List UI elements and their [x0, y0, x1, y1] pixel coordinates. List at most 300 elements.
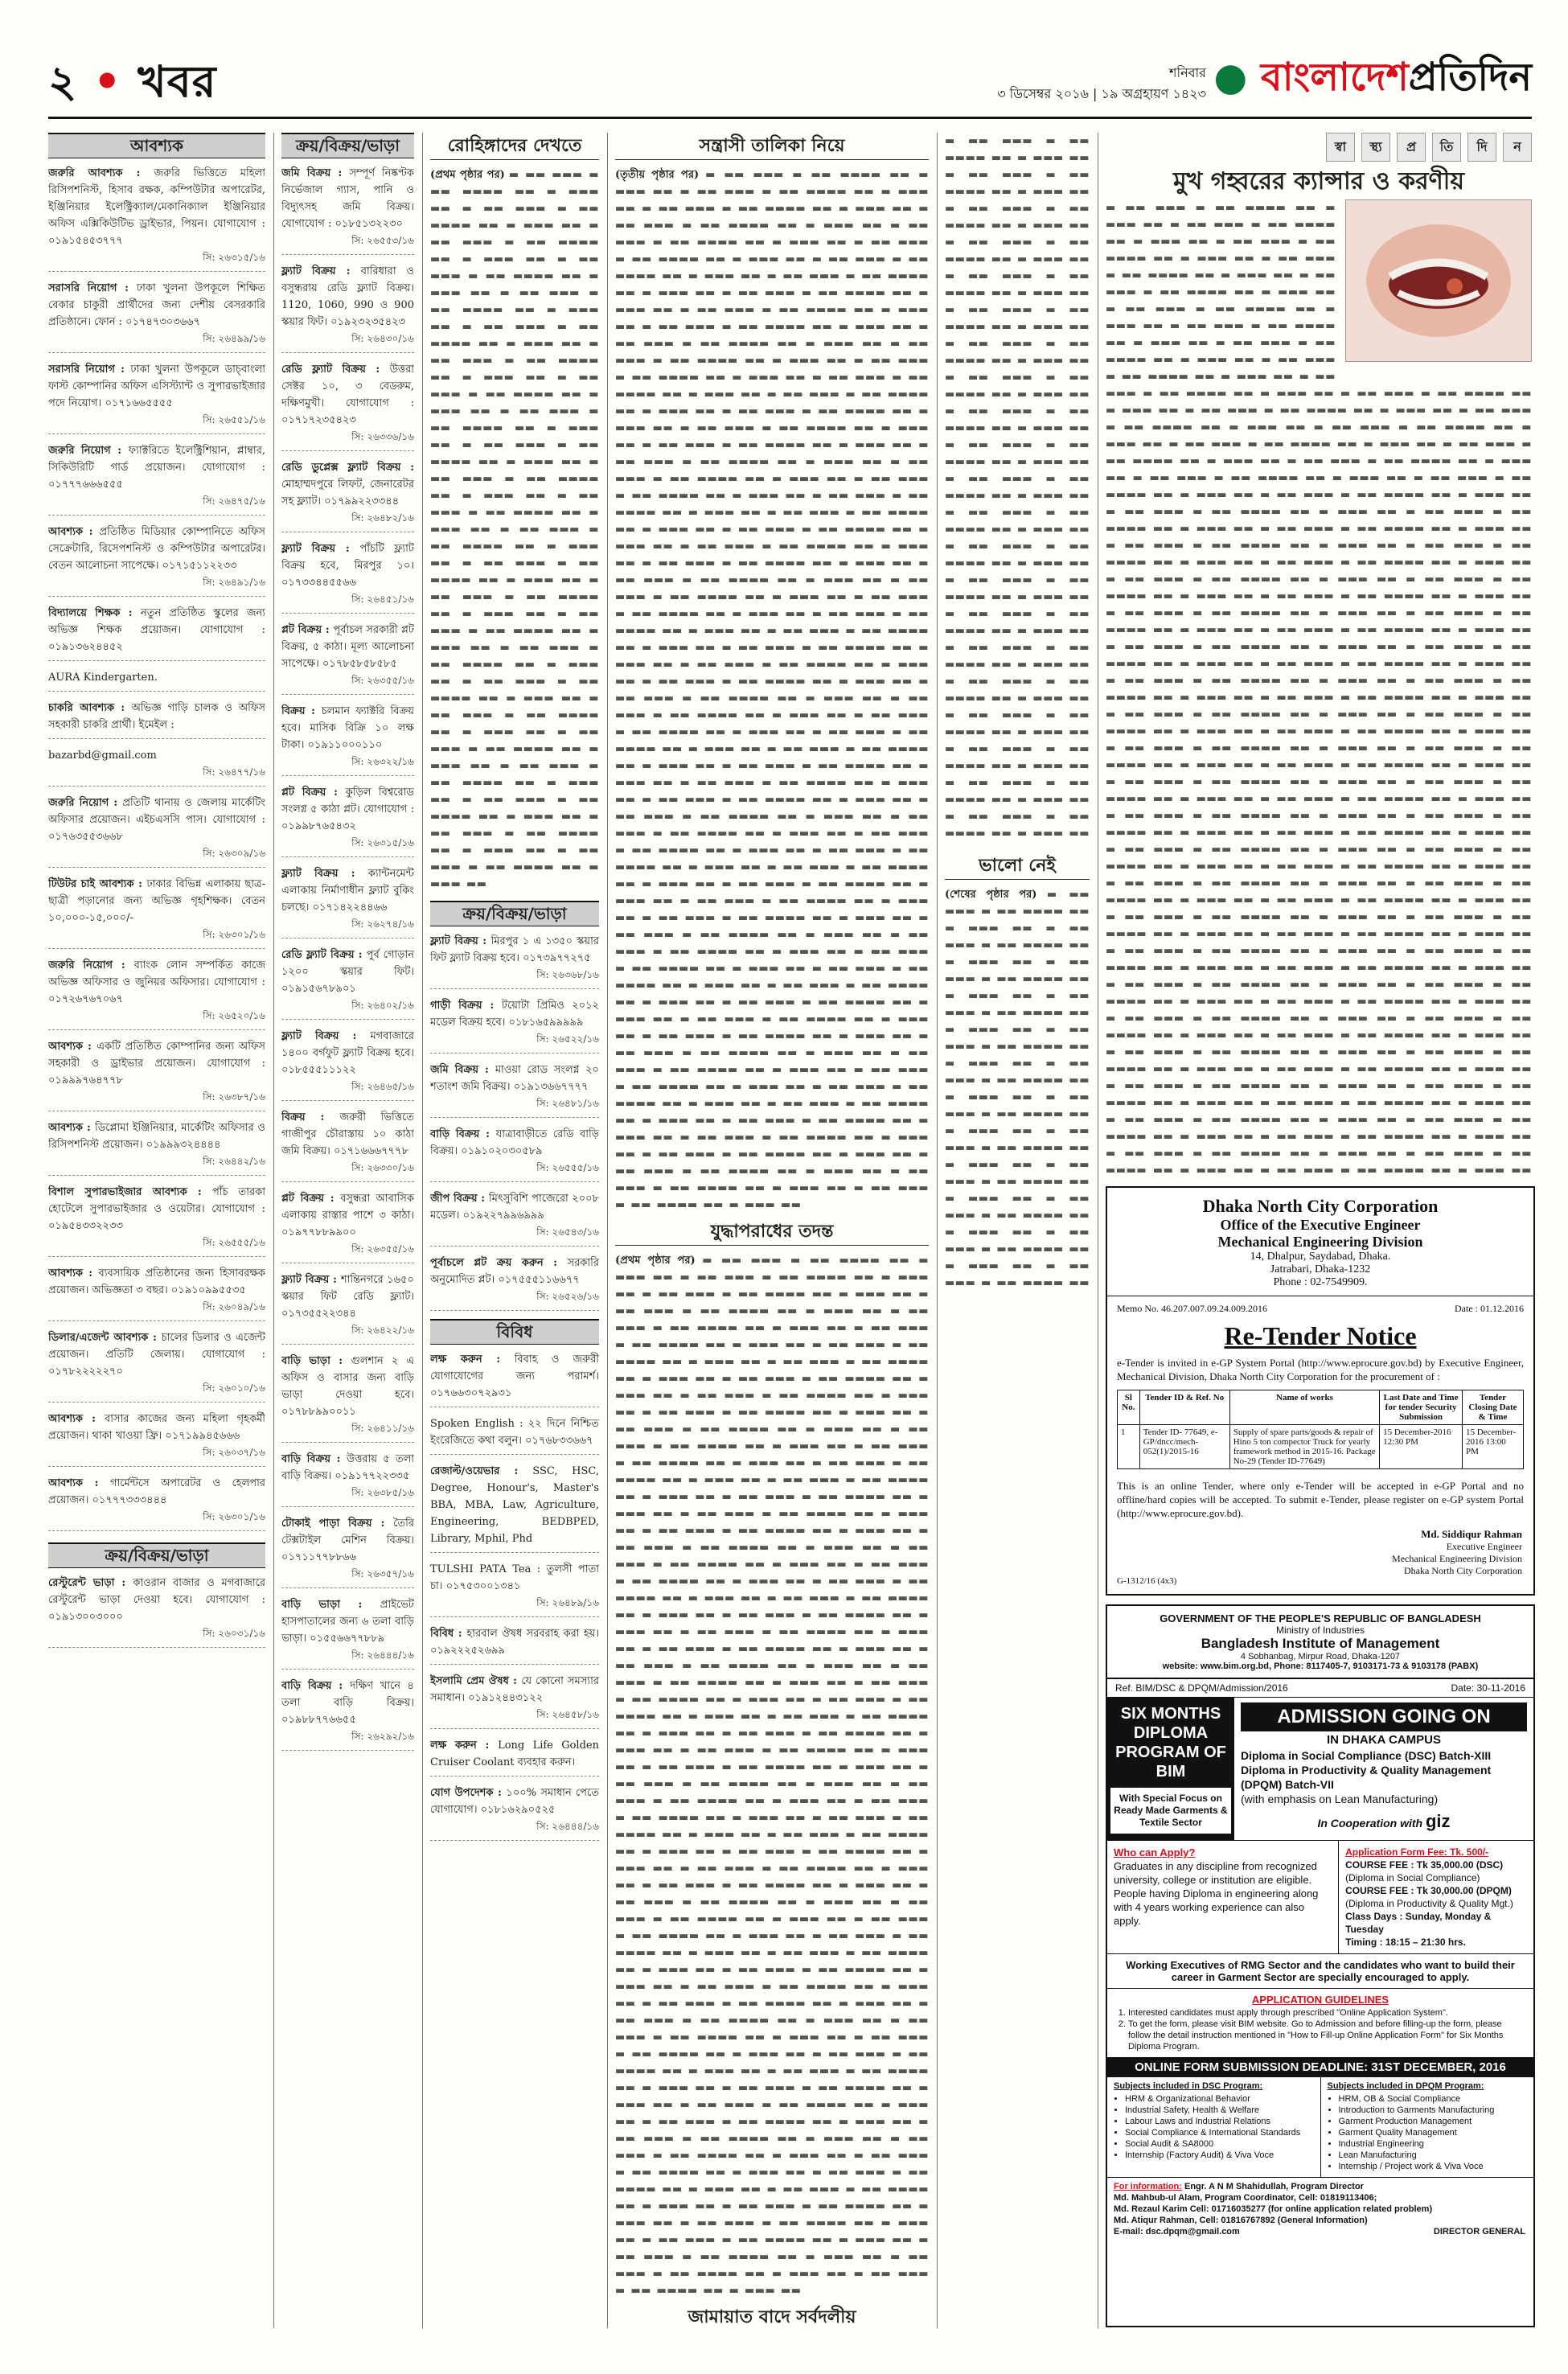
- ad-text: চালের ডিলার ও এজেন্ট প্রয়োজন। প্রতিটি জেলায়। যোগাযোগ : ০১৭৮২২২২২৭০: [48, 1332, 265, 1378]
- classified-ad: [48, 957, 265, 1030]
- classified-column-property: [281, 133, 414, 2328]
- table-header: Sl No.: [1118, 1390, 1140, 1425]
- column-rule: [422, 133, 423, 2328]
- ad-text: টয়োটা প্রিমিও ২০১২ মডেল বিক্রয় হবে। ০১৮১৬৫৯৯৯৯৯: [430, 1000, 599, 1029]
- ad-code: সি: ২৬৩৬৮/১৬: [536, 969, 599, 980]
- classified-ad: [281, 1515, 414, 1588]
- ad-keyword: ফ্ল্যাট বিক্রয় :: [430, 935, 491, 947]
- ad-keyword: প্লট বিক্রয় :: [281, 624, 334, 636]
- ad-keyword: লক্ষ করুন :: [430, 1739, 499, 1752]
- ad-code: সি: ২৬৪৩০/১৬: [351, 333, 414, 344]
- ad-code: সি: ২৬৪৫৮/১৬: [536, 1709, 599, 1720]
- ad-code: সি: ২৬৩০১/১৬: [203, 929, 265, 940]
- ad-text: পাঁচটি ফ্ল্যাট বিক্রয় হবে, মিরপুর ১০। ০১৭৩৩৪৪৫৫৬৬: [281, 543, 414, 589]
- classified-ad: [48, 876, 265, 949]
- ad-code: সি: ২৬৩০১/১৬: [203, 1511, 265, 1522]
- ad-keyword: লক্ষ করুন :: [430, 1353, 515, 1366]
- ad-keyword: ফ্ল্যাট বিক্রয় :: [281, 265, 361, 277]
- classified-ad: [48, 361, 265, 434]
- table-cell: Tender ID- 77649, e-GP/dncc/mech-052(1)/2015-16: [1139, 1425, 1229, 1469]
- ad-keyword: যোগ উপদেশক :: [430, 1787, 507, 1799]
- ad-keyword: টোকাই পাড়া বিক্রয় :: [281, 1518, 394, 1530]
- ad-code: সি: ২৬৪৮১/১৬: [536, 1098, 599, 1109]
- ad-text: একটি প্রতিষ্ঠিত কোম্পানির জন্য অফিস সহকারী ও ড্রাইভার প্রয়োজন। যোগাযোগ : ০১৯৯৯৭৬৪৭৭৮: [48, 1041, 265, 1086]
- ad-keyword: বাড়ি ভাড়া :: [281, 1599, 380, 1611]
- classified-ad: [281, 947, 414, 1020]
- ad-code: সি: ২৬৫৫৩/১৬: [351, 235, 414, 246]
- ad-keyword: বাড়ি বিক্রয় :: [281, 1453, 347, 1465]
- ad-text: ১০০% সমাধান পেতে যোগাযোগ। ০১৮১৬২৯০৫২৫: [430, 1787, 599, 1816]
- classified-ad: [281, 1678, 414, 1751]
- ad-text: ক্যান্টনমেন্ট এলাকায় নির্মাণাধীন ফ্ল্যাট বুকিং চলছে। ০১৭১৪২২৪৪৬৬: [281, 868, 414, 914]
- ad-text: AURA Kindergarten.: [48, 672, 158, 684]
- table-header: Tender Closing Date & Time: [1462, 1390, 1523, 1425]
- ad-code: সি: ২৬৪৯১/১৬: [203, 577, 265, 588]
- ad-text: প্রতিষ্ঠিত মিডিয়ার কোম্পানিতে অফিস সেক্রেটারি, রিসেপশনিস্ট ও কম্পিউটার অপারেটর। বেতন আলোচনা সাপেক্ষে। ০১৭১৫১১২২৩৩: [48, 526, 265, 572]
- classified-ad: [430, 1561, 599, 1617]
- memo-row: Memo No. 46.207.007.09.24.009.2016 Date : 01.12.2016: [1117, 1303, 1524, 1314]
- dncc-header: Dhaka North City Corporation Office of the Executive Engineer Mechanical Engineering Division 14, Dhalpur, Saydabad, Dhaka. Jatrabari, Dhaka-1232 Phone : 02-7549909.: [1107, 1188, 1533, 1296]
- health-tab: তি: [1432, 133, 1461, 162]
- ad-text: উত্তরা সেক্টর ১০, ৩ বেডরুম, দক্ষিণমুখী। যোগাযোগ : ০১৭১৭২৩৫৪২৩: [281, 363, 414, 426]
- giz-logo-icon: giz: [1425, 1811, 1451, 1831]
- classified-ad: [430, 1062, 599, 1118]
- ad-keyword: রেডি ডুপ্লেক্স ফ্ল্যাট বিক্রয় :: [281, 462, 414, 474]
- admission-banner: ADMISSION GOING ON: [1241, 1702, 1527, 1731]
- ad-text: গুলশান ২ এ অফিস ও বাসার জন্য বাড়ি ভাড়া দেওয়া হবে। ০১৭৮৮৯৯০০১১: [281, 1355, 414, 1418]
- classified-ad: [430, 1190, 599, 1247]
- table-header: Tender ID & Ref. No: [1139, 1390, 1229, 1425]
- ad-text: TULSHI PATA Tea : তুলসী পাতা চা। ০১৭৫৩০০১৩৪১: [430, 1563, 599, 1592]
- body-text-placeholder: ▬ ▬▬ ▬▬▬ ▬ ▬▬ ▬▬▬▬ ▬▬ ▬ ▬▬▬ ▬▬ ▬ ▬▬ ▬▬▬ ▬ ▬▬ ▬▬▬▬ ▬▬ ▬ ▬▬▬ ▬▬ ▬ ▬▬ ▬▬▬ ▬ ▬▬ ▬▬▬▬ ▬▬ ▬ ▬▬▬ ▬▬ ▬ ▬▬ ▬▬▬ ▬ ▬▬ ▬▬▬▬ ▬▬ ▬ ▬▬▬ ▬▬ ▬ ▬▬ ▬▬▬ ▬ ▬▬ ▬▬▬▬ ▬▬ ▬ ▬▬▬ ▬▬ ▬ ▬▬ ▬▬▬ ▬ ▬▬ ▬▬▬▬ ▬▬ ▬ ▬▬▬ ▬▬ ▬ ▬▬ ▬▬▬ ▬ ▬▬ ▬▬▬▬ ▬▬ ▬ ▬▬▬ ▬▬ ▬ ▬▬ ▬▬▬ ▬ ▬▬ ▬▬▬▬ ▬▬ ▬ ▬▬▬ ▬▬ ▬ ▬▬ ▬▬▬ ▬ ▬▬ ▬▬▬▬ ▬▬ ▬ ▬▬▬ ▬▬ ▬ ▬▬ ▬▬▬ ▬ ▬▬ ▬▬▬▬ ▬▬ ▬ ▬▬▬ ▬▬ ▬ ▬▬ ▬▬▬ ▬ ▬▬ ▬▬▬▬ ▬▬ ▬ ▬▬▬ ▬▬ ▬ ▬▬ ▬▬▬ ▬ ▬▬ ▬▬▬▬ ▬▬ ▬ ▬▬▬ ▬▬ ▬ ▬▬ ▬▬▬ ▬ ▬▬ ▬▬▬▬ ▬▬ ▬ ▬▬▬ ▬▬ ▬ ▬▬ ▬▬▬ ▬ ▬▬ ▬▬▬▬ ▬▬ ▬ ▬▬▬ ▬▬ ▬ ▬▬ ▬▬▬ ▬ ▬▬ ▬▬▬▬ ▬▬ ▬ ▬▬▬ ▬▬ ▬ ▬▬ ▬▬▬ ▬ ▬▬ ▬▬▬▬ ▬▬ ▬ ▬▬▬ ▬▬ ▬ ▬▬ ▬▬▬ ▬ ▬▬ ▬▬▬▬ ▬▬ ▬ ▬▬▬ ▬▬ ▬ ▬▬ ▬▬▬ ▬ ▬▬ ▬▬▬▬ ▬▬ ▬ ▬▬▬ ▬▬ ▬ ▬▬ ▬▬▬ ▬ ▬▬ ▬▬▬▬ ▬▬ ▬ ▬▬▬ ▬▬ ▬ ▬▬ ▬▬▬ ▬ ▬▬ ▬▬▬▬ ▬▬ ▬ ▬▬▬ ▬▬ ▬ ▬▬ ▬▬▬ ▬ ▬▬ ▬▬▬▬ ▬▬ ▬ ▬▬▬ ▬▬: [945, 135, 1090, 840]
- ad-keyword: প্লট বিক্রয় :: [281, 787, 346, 799]
- table-cell: 15 December-2016 13:00 PM: [1462, 1425, 1523, 1469]
- ad-text: বসুন্ধরা আবাসিক এলাকায় রাস্তার পাশে ৩ কাঠা। ০১৯৭৭৮৮৯৯০০: [281, 1193, 414, 1238]
- classified-ad: [48, 1475, 265, 1531]
- ad-text: উত্তরায় ৫ তলা বাড়ি বিক্রয়। ০১৯১৭৭২২৩৩৫: [281, 1453, 414, 1482]
- ad-text: ডিপ্লোমা ইঞ্জিনিয়ার, মার্কেটিং অফিসার ও রিসিপশনিস্ট প্রয়োজন। ০১৯৯৯৩২৪৪৪৪: [48, 1122, 265, 1151]
- story-and-classifieds-column: [430, 133, 599, 2328]
- weekday: শনিবার: [1169, 65, 1206, 80]
- classified-ad: [48, 1411, 265, 1467]
- section-head-buy-sell: ক্রয়/বিক্রয়/ভাড়া: [430, 901, 599, 926]
- classified-ad: [281, 1109, 414, 1182]
- list-item: • Social Audit & SA8000: [1125, 2138, 1314, 2150]
- deadline-banner: ONLINE FORM SUBMISSION DEADLINE: 31ST DECEMBER, 2016: [1107, 2057, 1533, 2077]
- classified-ad: [281, 165, 414, 255]
- section-head-misc: বিবিধ: [430, 1319, 599, 1345]
- ad-code: সি: ২৬৫৫৫/১৬: [203, 1237, 265, 1248]
- ad-code: সি: ২৬৩৩৬/১৬: [351, 431, 414, 442]
- ad-keyword: ফ্ল্যাট বিক্রয় :: [281, 868, 368, 880]
- ad-code: সি: ২৬৩১৫/১৬: [203, 252, 265, 263]
- classified-ad: [430, 1673, 599, 1729]
- classified-ad: [430, 997, 599, 1054]
- ad-code: সি: ২৬৩৫৭/১৬: [351, 1568, 414, 1579]
- ad-text: মিরপুর ১ এ ১৩৫০ স্কয়ার ফিট ফ্ল্যাট বিক্রয় হবে। ০১৭৩৯৭৭২৭৫: [430, 935, 599, 964]
- ad-text: সরকারি অনুমোদিত প্লট। ০১৭৫৫৫১১৬৬৭৭: [430, 1257, 599, 1286]
- ad-code: সি: ২৬৫৫১/১৬: [203, 414, 265, 425]
- list-item: • Garment Production Management: [1339, 2116, 1528, 2127]
- ad-code: G-1312/16 (4x3): [1117, 1576, 1177, 1586]
- ad-text: Spoken English : ২২ দিনে নিশ্চিত ইংরেজিতে কথা বলুন। ০১৭৬৮৩৩৬৬৭: [430, 1418, 599, 1447]
- cooperation-line: In Cooperation with giz: [1317, 1811, 1451, 1831]
- ad-text: তৈরি টেক্সটাইল মেশিন বিক্রয়। ০১৭১১৭৭৮৮৬৬: [281, 1518, 414, 1563]
- ad-text: Long Life Golden Cruiser Coolant ব্যবহার করুন।: [430, 1739, 599, 1768]
- ad-list: [430, 1351, 599, 1841]
- ad-keyword: ডিলার/এজেন্ট আবশ্যক :: [48, 1332, 162, 1344]
- story-headline-terror-list: সন্ত্রাসী তালিকা নিয়ে: [615, 133, 929, 160]
- eligibility-block: Who can Apply? Graduates in any discipline from recognized university, college or institution are eligible. People having Diploma in engineering along with 4 years working experience can also apply. Application Form Fee: Tk. 500/- COURSE FEE : Tk 35,000.00 (DSC) (Diploma in Social Compliance) COURSE FEE : Tk 30,000.00 (DPQM) (Diploma in Productivity & Quality Mgt.) Class Days : Sunday, Monday & Tuesday Timing : 18:15 – 21:30 hrs.: [1107, 1840, 1533, 1954]
- classified-ad: [48, 669, 265, 692]
- ad-code: সি: ২৬০৩১/১৬: [203, 1628, 265, 1639]
- classified-ad: [430, 1415, 599, 1455]
- ad-keyword: ইসলামি প্রেম ঔষধ :: [430, 1675, 522, 1687]
- classified-ad: [430, 1255, 599, 1311]
- page-number: ২ • খবর: [48, 55, 217, 107]
- ad-keyword: ফ্ল্যাট বিক্রয় :: [281, 1274, 341, 1286]
- encouragement-line: Working Executives of RMG Sector and the candidates who want to build their career in Garment Sector are specially encouraged to apply.: [1107, 1954, 1533, 1989]
- ad-code: সি: ২৬৫৪৩/১৬: [536, 1226, 599, 1238]
- health-tab: স্থ্য: [1361, 133, 1390, 162]
- ad-text: জরুরী ভিত্তিতে গাজীপুর চৌরাস্তায় ১০ কাঠা জমি বিক্রয়। ০১৭১৬৬৬৭৭৭৮: [281, 1111, 414, 1157]
- ad-text: ঢাকা খুলনা উপকূলে শিক্ষিত বেকার চাকুরী প্রার্থীদের জন্য দেশীয় বেসরকারি প্রতিষ্ঠানে। ফোন : ০১৭৪৭৩০৩৬৬৭: [48, 282, 265, 328]
- column-rule: [937, 133, 938, 2328]
- classified-ad: [48, 442, 265, 515]
- classified-ad: [48, 280, 265, 353]
- section-head-buy-sell: ক্রয়/বিক্রয়/ভাড়া: [48, 1542, 265, 1568]
- ad-text: ঢাকা খুলনা উপকূলে ডাচ্‌বাংলা ফাস্ট কোম্পানির অফিস এসিস্ট্যান্ট ও সুপারভাইজার পদে নিয়োগ। ০১৭১৬৬৫৫৫৫: [48, 363, 265, 409]
- ad-code: সি: ২৬৪৯৯/১৬: [203, 333, 265, 344]
- news-column-main: সন্ত্রাসী তালিকা নিয়ে (তৃতীয় পৃষ্ঠার পর) ▬ ▬▬ ▬▬▬ ▬ ▬▬ ▬▬▬▬ ▬▬ ▬ ▬▬▬ ▬▬ ▬ ▬▬ ▬▬▬ ▬ ▬▬ ▬▬▬▬ ▬▬ ▬ ▬▬▬ ▬▬ ▬ ▬▬ ▬▬▬ ▬ ▬▬ ▬▬▬▬ ▬▬ ▬ ▬▬▬ ▬▬ ▬ ▬▬ ▬▬▬ ▬ ▬▬ ▬▬▬▬ ▬▬ ▬ ▬▬▬ ▬▬ ▬ ▬▬ ▬▬▬ ▬ ▬▬ ▬▬▬▬ ▬▬ ▬ ▬▬▬ ▬▬ ▬ ▬▬ ▬▬▬ ▬ ▬▬ ▬▬▬▬ ▬▬ ▬ ▬▬▬ ▬▬ ▬ ▬▬ ▬▬▬ ▬ ▬▬ ▬▬▬▬ ▬▬ ▬ ▬▬▬ ▬▬ ▬ ▬▬ ▬▬▬ ▬ ▬▬ ▬▬▬▬ ▬▬ ▬ ▬▬▬ ▬▬ ▬ ▬▬ ▬▬▬ ▬ ▬▬ ▬▬▬▬ ▬▬ ▬ ▬▬▬ ▬▬ ▬ ▬▬ ▬▬▬ ▬ ▬▬ ▬▬▬▬ ▬▬ ▬ ▬▬▬ ▬▬ ▬ ▬▬ ▬▬▬ ▬ ▬▬ ▬▬▬▬ ▬▬ ▬ ▬▬▬ ▬▬ ▬ ▬▬ ▬▬▬ ▬ ▬▬ ▬▬▬▬ ▬▬ ▬ ▬▬▬ ▬▬ ▬ ▬▬ ▬▬▬ ▬ ▬▬ ▬▬▬▬ ▬▬ ▬ ▬▬▬ ▬▬ ▬ ▬▬ ▬▬▬ ▬ ▬▬ ▬▬▬▬ ▬▬ ▬ ▬▬▬ ▬▬ ▬ ▬▬ ▬▬▬ ▬ ▬▬ ▬▬▬▬ ▬▬ ▬ ▬▬▬ ▬▬ ▬ ▬▬ ▬▬▬ ▬ ▬▬ ▬▬▬▬ ▬▬ ▬ ▬▬▬ ▬▬ ▬ ▬▬ ▬▬▬ ▬ ▬▬ ▬▬▬▬ ▬▬ ▬ ▬▬▬ ▬▬ ▬ ▬▬ ▬▬▬ ▬ ▬▬ ▬▬▬▬ ▬▬ ▬ ▬▬▬ ▬▬ ▬ ▬▬ ▬▬▬ ▬ ▬▬ ▬▬▬▬ ▬▬ ▬ ▬▬▬ ▬▬ ▬ ▬▬ ▬▬▬ ▬ ▬▬ ▬▬▬▬ ▬▬ ▬ ▬▬▬ ▬▬ ▬ ▬▬ ▬▬▬ ▬ ▬▬ ▬▬▬▬ ▬▬ ▬ ▬▬▬ ▬▬ ▬ ▬▬ ▬▬▬ ▬ ▬▬ ▬▬▬▬ ▬▬ ▬ ▬▬▬ ▬▬ ▬ ▬▬ ▬▬▬ ▬ ▬▬ ▬▬▬▬ ▬▬ ▬ ▬▬▬ ▬▬ ▬ ▬▬ ▬▬▬ ▬ ▬▬ ▬▬▬▬ ▬▬ ▬ ▬▬▬ ▬▬ ▬ ▬▬ ▬▬▬ ▬ ▬▬ ▬▬▬▬ ▬▬ ▬ ▬▬▬ ▬▬ ▬ ▬▬ ▬▬▬ ▬ ▬▬ ▬▬▬▬ ▬▬ ▬ ▬▬▬ ▬▬ ▬ ▬▬ ▬▬▬ ▬ ▬▬ ▬▬▬▬ ▬▬ ▬ ▬▬▬ ▬▬ ▬ ▬▬ ▬▬▬ ▬ ▬▬ ▬▬▬▬ ▬▬ ▬ ▬▬▬ ▬▬ ▬ ▬▬ ▬▬▬ ▬ ▬▬ ▬▬▬▬ ▬▬ ▬ ▬▬▬ ▬▬ ▬ ▬▬ ▬▬▬ ▬ ▬▬ ▬▬▬▬ ▬▬ ▬ ▬▬▬ ▬▬ ▬ ▬▬ ▬▬▬ ▬ ▬▬ ▬▬▬▬ ▬▬ ▬ ▬▬▬ ▬▬ ▬ ▬▬ ▬▬▬ ▬ ▬▬ ▬▬▬▬ ▬▬ ▬ ▬▬▬ ▬▬ ▬ ▬▬ ▬▬▬ ▬ ▬▬ ▬▬▬▬ ▬▬ ▬ ▬▬▬ ▬▬ ▬ ▬▬ ▬▬▬ ▬ ▬▬ ▬▬▬▬ ▬▬ ▬ ▬▬▬ ▬▬ ▬ ▬▬ ▬▬▬ ▬ ▬▬ ▬▬▬▬ ▬▬ ▬ ▬▬▬ ▬▬ ▬ ▬▬ ▬▬▬ ▬ ▬▬ ▬▬▬▬ ▬▬ ▬ ▬▬▬ ▬▬ ▬ ▬▬ ▬▬▬ ▬ ▬▬ ▬▬▬▬ ▬▬ ▬ ▬▬▬ ▬▬ ▬ ▬▬ ▬▬▬ ▬ ▬▬ ▬▬▬▬ ▬▬ ▬ ▬▬▬ ▬▬ ▬ ▬▬ ▬▬▬ ▬ ▬▬ ▬▬▬▬ ▬▬ ▬ ▬▬▬ ▬▬ ▬ ▬▬ ▬▬▬ ▬ ▬▬ ▬▬▬▬ ▬▬ ▬ ▬▬▬ ▬▬ ▬ ▬▬ ▬▬▬ ▬ ▬▬ ▬▬▬▬ ▬▬ ▬ ▬▬▬ ▬▬ ▬ ▬▬ ▬▬▬ ▬ ▬▬ ▬▬▬▬ ▬▬ ▬ ▬▬▬ ▬▬ ▬ ▬▬ ▬▬▬ ▬ ▬▬ ▬▬▬▬ ▬▬ ▬ ▬▬▬ ▬▬ ▬ ▬▬ ▬▬▬ ▬ ▬▬ ▬▬▬▬ ▬▬ ▬ ▬▬▬ ▬▬ ▬ ▬▬ ▬▬▬ ▬ ▬▬ ▬▬▬▬ ▬▬ ▬ ▬▬▬ ▬▬ ▬ ▬▬ ▬▬▬ ▬ ▬▬ ▬▬▬▬ ▬▬ ▬ ▬▬▬ ▬▬ ▬ ▬▬ ▬▬▬ ▬ ▬▬ ▬▬▬▬ ▬▬ ▬ ▬▬▬ ▬▬ ▬ ▬▬ ▬▬▬ ▬ ▬▬ ▬▬▬▬ ▬▬ ▬ ▬▬▬ ▬▬ ▬ ▬▬ ▬▬▬ ▬ ▬▬ ▬▬▬▬ ▬▬ ▬ ▬▬▬ ▬▬ ▬ ▬▬ ▬▬▬ ▬ ▬▬ ▬▬▬▬ ▬▬ ▬ ▬▬▬ ▬▬ ▬ ▬▬ ▬▬▬ ▬ ▬▬ ▬▬▬▬ ▬▬ ▬ ▬▬▬ ▬▬ ▬ ▬▬ ▬▬▬ ▬ ▬▬ ▬▬▬▬ ▬▬ ▬ ▬▬▬ ▬▬ ▬ ▬▬ ▬▬▬ ▬ ▬▬ ▬▬▬▬ ▬▬ ▬ ▬▬▬ ▬▬ ▬ ▬▬ ▬▬▬ ▬ ▬▬ ▬▬▬▬ ▬▬ ▬ ▬▬▬ ▬▬ ▬ ▬▬ ▬▬▬ ▬ ▬▬ ▬▬▬▬ ▬▬ ▬ ▬▬▬ ▬▬ ▬ ▬▬ ▬▬▬ ▬ ▬▬ ▬▬▬▬ ▬▬ ▬ ▬▬▬ ▬▬ ▬ ▬▬ ▬▬▬ ▬ ▬▬ ▬▬▬▬ ▬▬ ▬ ▬▬▬ ▬▬ ▬ ▬▬ ▬▬▬ ▬ ▬▬ ▬▬▬▬ ▬▬ ▬ ▬▬▬ ▬▬ ▬ ▬▬ ▬▬▬ ▬ ▬▬ ▬▬▬▬ ▬▬ ▬ ▬▬▬ ▬▬ ▬ ▬▬ ▬▬▬ ▬ ▬▬ ▬▬▬▬ ▬▬ ▬ ▬▬▬ ▬▬ ▬ ▬▬ ▬▬▬ ▬ ▬▬ ▬▬▬▬ ▬▬ ▬ ▬▬▬ ▬▬ ▬ ▬▬ ▬▬▬ ▬ ▬▬ ▬▬▬▬ ▬▬ ▬ ▬▬▬ ▬▬ ▬ ▬▬ ▬▬▬ ▬ ▬▬ ▬▬▬▬ ▬▬ ▬ ▬▬▬ ▬▬ ▬ ▬▬ ▬▬▬ ▬ ▬▬ ▬▬▬▬ ▬▬ ▬ ▬▬▬ ▬▬ ▬ ▬▬ ▬▬▬ ▬ ▬▬ ▬▬▬▬ ▬▬ ▬ ▬▬▬ ▬▬ ▬ ▬▬ ▬▬▬ ▬ ▬▬ ▬▬▬▬ ▬▬ ▬ ▬▬▬ ▬▬ ▬ ▬▬ ▬▬▬ ▬ ▬▬ ▬▬▬▬ ▬▬ ▬ ▬▬▬ ▬▬ ▬ ▬▬ ▬▬▬ ▬ ▬▬ ▬▬▬▬ ▬▬ ▬ ▬▬▬ ▬▬ ▬ ▬▬ ▬▬▬ ▬ ▬▬ ▬▬▬▬ ▬▬ ▬ ▬▬▬ ▬▬ ▬ ▬▬ ▬▬▬ ▬ ▬▬ ▬▬▬▬ ▬▬ ▬ ▬▬▬ ▬▬ যুদ্ধাপরাধের তদন্ত (প্রথম পৃষ্ঠার পর) ▬ ▬▬ ▬▬▬ ▬ ▬▬ ▬▬▬▬ ▬▬ ▬ ▬▬▬ ▬▬ ▬ ▬▬ ▬▬▬ ▬ ▬▬ ▬▬▬▬ ▬▬ ▬ ▬▬▬ ▬▬ ▬ ▬▬ ▬▬▬ ▬ ▬▬ ▬▬▬▬ ▬▬ ▬ ▬▬▬ ▬▬ ▬ ▬▬ ▬▬▬ ▬ ▬▬ ▬▬▬▬ ▬▬ ▬ ▬▬▬ ▬▬ ▬ ▬▬ ▬▬▬ ▬ ▬▬ ▬▬▬▬ ▬▬ ▬ ▬▬▬ ▬▬ ▬ ▬▬ ▬▬▬ ▬ ▬▬ ▬▬▬▬ ▬▬ ▬ ▬▬▬ ▬▬ ▬ ▬▬ ▬▬▬ ▬ ▬▬ ▬▬▬▬ ▬▬ ▬ ▬▬▬ ▬▬ ▬ ▬▬ ▬▬▬ ▬ ▬▬ ▬▬▬▬ ▬▬ ▬ ▬▬▬ ▬▬ ▬ ▬▬ ▬▬▬ ▬ ▬▬ ▬▬▬▬ ▬▬ ▬ ▬▬▬ ▬▬ ▬ ▬▬ ▬▬▬ ▬ ▬▬ ▬▬▬▬ ▬▬ ▬ ▬▬▬ ▬▬ ▬ ▬▬ ▬▬▬ ▬ ▬▬ ▬▬▬▬ ▬▬ ▬ ▬▬▬ ▬▬ ▬ ▬▬ ▬▬▬ ▬ ▬▬ ▬▬▬▬ ▬▬ ▬ ▬▬▬ ▬▬ ▬ ▬▬ ▬▬▬ ▬ ▬▬ ▬▬▬▬ ▬▬ ▬ ▬▬▬ ▬▬ ▬ ▬▬ ▬▬▬ ▬ ▬▬ ▬▬▬▬ ▬▬ ▬ ▬▬▬ ▬▬ ▬ ▬▬ ▬▬▬ ▬ ▬▬ ▬▬▬▬ ▬▬ ▬ ▬▬▬ ▬▬ ▬ ▬▬ ▬▬▬ ▬ ▬▬ ▬▬▬▬ ▬▬ ▬ ▬▬▬ ▬▬ ▬ ▬▬ ▬▬▬ ▬ ▬▬ ▬▬▬▬ ▬▬ ▬ ▬▬▬ ▬▬ ▬ ▬▬ ▬▬▬ ▬ ▬▬ ▬▬▬▬ ▬▬ ▬ ▬▬▬ ▬▬ ▬ ▬▬ ▬▬▬ ▬ ▬▬ ▬▬▬▬ ▬▬ ▬ ▬▬▬ ▬▬ ▬ ▬▬ ▬▬▬ ▬ ▬▬ ▬▬▬▬ ▬▬ ▬ ▬▬▬ ▬▬ ▬ ▬▬ ▬▬▬ ▬ ▬▬ ▬▬▬▬ ▬▬ ▬ ▬▬▬ ▬▬ ▬ ▬▬ ▬▬▬ ▬ ▬▬ ▬▬▬▬ ▬▬ ▬ ▬▬▬ ▬▬ ▬ ▬▬ ▬▬▬ ▬ ▬▬ ▬▬▬▬ ▬▬ ▬ ▬▬▬ ▬▬ ▬ ▬▬ ▬▬▬ ▬ ▬▬ ▬▬▬▬ ▬▬ ▬ ▬▬▬ ▬▬ ▬ ▬▬ ▬▬▬ ▬ ▬▬ ▬▬▬▬ ▬▬ ▬ ▬▬▬ ▬▬ ▬ ▬▬ ▬▬▬ ▬ ▬▬ ▬▬▬▬ ▬▬ ▬ ▬▬▬ ▬▬ ▬ ▬▬ ▬▬▬ ▬ ▬▬ ▬▬▬▬ ▬▬ ▬ ▬▬▬ ▬▬ ▬ ▬▬ ▬▬▬ ▬ ▬▬ ▬▬▬▬ ▬▬ ▬ ▬▬▬ ▬▬ ▬ ▬▬ ▬▬▬ ▬ ▬▬ ▬▬▬▬ ▬▬ ▬ ▬▬▬ ▬▬ ▬ ▬▬ ▬▬▬ ▬ ▬▬ ▬▬▬▬ ▬▬ ▬ ▬▬▬ ▬▬ ▬ ▬▬ ▬▬▬ ▬ ▬▬ ▬▬▬▬ ▬▬ ▬ ▬▬▬ ▬▬ ▬ ▬▬ ▬▬▬ ▬ ▬▬ ▬▬▬▬ ▬▬ ▬ ▬▬▬ ▬▬ ▬ ▬▬ ▬▬▬ ▬ ▬▬ ▬▬▬▬ ▬▬ ▬ ▬▬▬ ▬▬ ▬ ▬▬ ▬▬▬ ▬ ▬▬ ▬▬▬▬ ▬▬ ▬ ▬▬▬ ▬▬ ▬ ▬▬ ▬▬▬ ▬ ▬▬ ▬▬▬▬ ▬▬ ▬ ▬▬▬ ▬▬ ▬ ▬▬ ▬▬▬ ▬ ▬▬ ▬▬▬▬ ▬▬ ▬ ▬▬▬ ▬▬ ▬ ▬▬ ▬▬▬ ▬ ▬▬ ▬▬▬▬ ▬▬ ▬ ▬▬▬ ▬▬ ▬ ▬▬ ▬▬▬ ▬ ▬▬ ▬▬▬▬ ▬▬ ▬ ▬▬▬ ▬▬ ▬ ▬▬ ▬▬▬ ▬ ▬▬ ▬▬▬▬ ▬▬ ▬ ▬▬▬ ▬▬ ▬ ▬▬ ▬▬▬ ▬ ▬▬ ▬▬▬▬ ▬▬ ▬ ▬▬▬ ▬▬ ▬ ▬▬ ▬▬▬ ▬ ▬▬ ▬▬▬▬ ▬▬ ▬ ▬▬▬ ▬▬ ▬ ▬▬ ▬▬▬ ▬ ▬▬ ▬▬▬▬ ▬▬ ▬ ▬▬▬ ▬▬ ▬ ▬▬ ▬▬▬ ▬ ▬▬ ▬▬▬▬ ▬▬ ▬ ▬▬▬ ▬▬ ▬ ▬▬ ▬▬▬ ▬ ▬▬ ▬▬▬▬ ▬▬ ▬ ▬▬▬ ▬▬ ▬ ▬▬ ▬▬▬ ▬ ▬▬ ▬▬▬▬ ▬▬ ▬ ▬▬▬ ▬▬ ▬ ▬▬ ▬▬▬ ▬ ▬▬ ▬▬▬▬ ▬▬ ▬ ▬▬▬ ▬▬ ▬ ▬▬ ▬▬▬ ▬ ▬▬ ▬▬▬▬ ▬▬ ▬ ▬▬▬ ▬▬ ▬ ▬▬ ▬▬▬ ▬ ▬▬ ▬▬▬▬ ▬▬ ▬ ▬▬▬ ▬▬ ▬ ▬▬ ▬▬▬ ▬ ▬▬ ▬▬▬▬ ▬▬ ▬ ▬▬▬ ▬▬ ▬ ▬▬ ▬▬▬ ▬ ▬▬ ▬▬▬▬ ▬▬ ▬ ▬▬▬ ▬▬ ▬ ▬▬ ▬▬▬ ▬ ▬▬ ▬▬▬▬ ▬▬ ▬ ▬▬▬ ▬▬ ▬ ▬▬ ▬▬▬ ▬ ▬▬ ▬▬▬▬ ▬▬ ▬ ▬▬▬ ▬▬ ▬ ▬▬ ▬▬▬ ▬ ▬▬ ▬▬▬▬ ▬▬ ▬ ▬▬▬ ▬▬ ▬ ▬▬ ▬▬▬ ▬ ▬▬ ▬▬▬▬ ▬▬ ▬ ▬▬▬ ▬▬ ▬ ▬▬ ▬▬▬ ▬ ▬▬ ▬▬▬▬ ▬▬ ▬ ▬▬▬ ▬▬ ▬ ▬▬ ▬▬▬ ▬ ▬▬ ▬▬▬▬ ▬▬ ▬ ▬▬▬ ▬▬ ▬ ▬▬ ▬▬▬ ▬ ▬▬ ▬▬▬▬ ▬▬ ▬ ▬▬▬ ▬▬ ▬ ▬▬ ▬▬▬ ▬ ▬▬ ▬▬▬▬ ▬▬ ▬ ▬▬▬ ▬▬ ▬ ▬▬ ▬▬▬ ▬ ▬▬ ▬▬▬▬ ▬▬ ▬ ▬▬▬ ▬▬ ▬ ▬▬ ▬▬▬ ▬ ▬▬ ▬▬▬▬ ▬▬ ▬ ▬▬▬ ▬▬ ▬ ▬▬ ▬▬▬ ▬ ▬▬ ▬▬▬▬ ▬▬ ▬ ▬▬▬ ▬▬ ▬ ▬▬ ▬▬▬ ▬ ▬▬ ▬▬▬▬ ▬▬ ▬ ▬▬▬ ▬▬ ▬ ▬▬ ▬▬▬ ▬ ▬▬ ▬▬▬▬ ▬▬ ▬ ▬▬▬ ▬▬ ▬ ▬▬ ▬▬▬ ▬ ▬▬ ▬▬▬▬ ▬▬ ▬ ▬▬▬ ▬▬ ▬ ▬▬ ▬▬▬ ▬ ▬▬ ▬▬▬▬ ▬▬ ▬ ▬▬▬ ▬▬ ▬ ▬▬ ▬▬▬ ▬ ▬▬ ▬▬▬▬ ▬▬ ▬ ▬▬▬ ▬▬ ▬ ▬▬ ▬▬▬ ▬ ▬▬ ▬▬▬▬ ▬▬ ▬ ▬▬▬ ▬▬ ▬ ▬▬ ▬▬▬ ▬ ▬▬ ▬▬▬▬ ▬▬ ▬ ▬▬▬ ▬▬ ▬ ▬▬ ▬▬▬ ▬ ▬▬ ▬▬▬▬ ▬▬ ▬ ▬▬▬ ▬▬ ▬ ▬▬ ▬▬▬ ▬ ▬▬ ▬▬▬▬ ▬▬ ▬ ▬▬▬ ▬▬ জামায়াত বাদে সর্বদলীয়: [615, 133, 929, 2328]
- list-item: • Social Compliance & International Standards: [1125, 2127, 1314, 2138]
- ad-list: [48, 165, 265, 1531]
- health-tab: দি: [1467, 133, 1496, 162]
- bim-header: GOVERNMENT OF THE PEOPLE'S REPUBLIC OF BANGLADESH Ministry of Industries Bangladesh Institute of Management 4 Sobhanbag, Mirpur Road, Dhaka-1207 website: www.bim.org.bd, Phone: 8117405-7, 9103171-73 & 9103178 (PABX): [1107, 1606, 1533, 1679]
- ad-code: সি: ২৬৩৫৫/১৬: [351, 675, 414, 686]
- masthead-date: [860, 63, 1206, 105]
- health-tabs: [1106, 133, 1532, 162]
- ad-text: মাওয়া রোড সংলগ্ন ২০ শতাংশ জমি বিক্রয়। ০১৯১৩৬৬৭৭৭৭: [430, 1064, 599, 1093]
- classified-ad: [430, 1463, 599, 1553]
- ad-code: সি: ২৬৪২২/১৬: [351, 1325, 414, 1336]
- ad-text: প্রাইভেট হাসপাতালের জন্য ৬ তলা বাড়ি ভাড়া। ০১৫৫৬৬৭৭৮৮৯: [281, 1599, 414, 1645]
- masthead: [48, 48, 1532, 119]
- body-text-placeholder: ▬ ▬▬ ▬▬▬ ▬ ▬▬ ▬▬▬▬ ▬▬ ▬ ▬▬▬ ▬▬ ▬ ▬▬ ▬▬▬ ▬ ▬▬ ▬▬▬▬ ▬▬ ▬ ▬▬▬ ▬▬ ▬ ▬▬ ▬▬▬ ▬ ▬▬ ▬▬▬▬ ▬▬ ▬ ▬▬▬ ▬▬ ▬ ▬▬ ▬▬▬ ▬ ▬▬ ▬▬▬▬ ▬▬ ▬ ▬▬▬ ▬▬ ▬ ▬▬ ▬▬▬ ▬ ▬▬ ▬▬▬▬ ▬▬ ▬ ▬▬▬ ▬▬ ▬ ▬▬ ▬▬▬ ▬ ▬▬ ▬▬▬▬ ▬▬ ▬ ▬▬▬ ▬▬ ▬ ▬▬ ▬▬▬ ▬ ▬▬ ▬▬▬▬ ▬▬ ▬ ▬▬▬ ▬▬ ▬ ▬▬ ▬▬▬ ▬ ▬▬ ▬▬▬▬ ▬▬ ▬ ▬▬▬ ▬▬ ▬ ▬▬ ▬▬▬ ▬ ▬▬ ▬▬▬▬ ▬▬ ▬ ▬▬▬ ▬▬ ▬ ▬▬ ▬▬▬ ▬ ▬▬ ▬▬▬▬ ▬▬ ▬ ▬▬▬ ▬▬ ▬ ▬▬ ▬▬▬ ▬ ▬▬ ▬▬▬▬ ▬▬ ▬ ▬▬▬ ▬▬ ▬ ▬▬ ▬▬▬ ▬ ▬▬ ▬▬▬▬ ▬▬ ▬ ▬▬▬ ▬▬ ▬ ▬▬ ▬▬▬ ▬ ▬▬ ▬▬▬▬ ▬▬ ▬ ▬▬▬ ▬▬ ▬ ▬▬ ▬▬▬ ▬ ▬▬ ▬▬▬▬ ▬▬ ▬ ▬▬▬ ▬▬ ▬ ▬▬ ▬▬▬ ▬ ▬▬ ▬▬▬▬ ▬▬ ▬ ▬▬▬ ▬▬ ▬ ▬▬ ▬▬▬ ▬ ▬▬ ▬▬▬▬ ▬▬ ▬ ▬▬▬ ▬▬ ▬ ▬▬ ▬▬▬ ▬ ▬▬ ▬▬▬▬ ▬▬ ▬ ▬▬▬ ▬▬ ▬ ▬▬ ▬▬▬ ▬ ▬▬ ▬▬▬▬ ▬▬ ▬ ▬▬▬ ▬▬ ▬ ▬▬ ▬▬▬ ▬ ▬▬ ▬▬▬▬ ▬▬ ▬ ▬▬▬ ▬▬ ▬ ▬▬ ▬▬▬ ▬ ▬▬ ▬▬▬▬ ▬▬ ▬ ▬▬▬ ▬▬ ▬ ▬▬ ▬▬▬ ▬ ▬▬ ▬▬▬▬ ▬▬ ▬ ▬▬▬ ▬▬ ▬ ▬▬ ▬▬▬ ▬ ▬▬ ▬▬▬▬ ▬▬ ▬ ▬▬▬ ▬▬ ▬ ▬▬ ▬▬▬ ▬ ▬▬ ▬▬▬▬ ▬▬ ▬ ▬▬▬ ▬▬ ▬ ▬▬ ▬▬▬ ▬ ▬▬ ▬▬▬▬ ▬▬ ▬ ▬▬▬ ▬▬: [430, 169, 599, 890]
- ad-keyword: বাড়ি বিক্রয় :: [281, 1680, 351, 1692]
- logo-dot-icon: ●: [1213, 55, 1248, 100]
- ad-code: সি: ২৬৪০২/১৬: [351, 1000, 414, 1011]
- ad-code: সি: ২৬৪৫১/১৬: [351, 594, 414, 605]
- story-lead: (প্রথম পৃষ্ঠার পর): [430, 169, 505, 181]
- ad-code: সি: ২৬৩০৯/১৬: [203, 848, 265, 859]
- guidelines-list: 1. Interested candidates must apply through prescribed "Online Application System". 2. To get the form, please visit BIM website. Go to Admission and before filling-up the form, please follow the detail instruction mentioned in "How to Fill-up Online Application Form" for Six Months Diploma Program.: [1107, 2007, 1533, 2057]
- ad-text: যে কোনো সমস্যার সমাধান। ০১৯১২৪৪৩১২২: [430, 1675, 599, 1704]
- ad-code: সি: ২৬৪৮৯/১৬: [536, 1597, 599, 1608]
- classified-ad: [281, 784, 414, 857]
- story-headline-not-well: ভালো নেই: [945, 852, 1090, 880]
- classified-ad: [48, 1184, 265, 1257]
- ad-keyword: চাকরি আবশ্যক :: [48, 702, 132, 714]
- bim-admission-ad: [1106, 1604, 1535, 2327]
- story-headline-rohingya: রোহিঙ্গাদের দেখতে: [430, 133, 599, 160]
- ad-text: জরুরি ভিত্তিতে মহিলা রিসিপশনিস্ট, হিসাব রক্ষক, কম্পিউটার অপারেটর, ইঞ্জিনিয়ার ইলেক্ট্রিক্যাল/মেকানিক্যাল ইঞ্জিনিয়ার অফিস এক্সিকিউটিভ ড্রাইভার, পিয়ন। যোগাযোগ : ০১৯১৫৪৫৩৭৭৭: [48, 167, 265, 247]
- ad-code: সি: ২৬৪১১/১৬: [351, 1423, 414, 1434]
- classified-ad: [281, 622, 414, 695]
- ad-keyword: জমি বিক্রয় :: [430, 1064, 495, 1076]
- list-item: • Internship / Project work & Viva Voce: [1339, 2161, 1528, 2172]
- newspaper-logo: ● বাংলাদেশপ্রতিদিন: [1213, 55, 1532, 100]
- ad-list: [430, 933, 599, 1311]
- ad-keyword: আবশ্যক :: [48, 1122, 95, 1134]
- dsc-subject-list: [1114, 2093, 1314, 2161]
- ad-keyword: জরুরি নিয়োগ :: [48, 797, 123, 809]
- classified-ad: [430, 1126, 599, 1182]
- ad-list: [48, 1575, 265, 1648]
- ad-keyword: রেডি ফ্ল্যাট বিক্রয় :: [281, 363, 390, 376]
- ad-text: বিবাহ ও জরুরী যোগাযোগের জন্য পরামর্শ। ০১৭৬৬৩০৭২৯৩১: [430, 1353, 599, 1399]
- classified-ad: [430, 1351, 599, 1407]
- ad-text: মোহাম্মদপুরে লিফট, জেনারেটর সহ ফ্ল্যাট। ০১৭৯৯২২৩৩৪৪: [281, 478, 414, 507]
- body-text-placeholder: ▬ ▬▬ ▬▬▬ ▬ ▬▬ ▬▬▬▬ ▬▬ ▬ ▬▬▬ ▬▬ ▬ ▬▬ ▬▬▬ ▬ ▬▬ ▬▬▬▬ ▬▬ ▬ ▬▬▬ ▬▬ ▬ ▬▬ ▬▬▬ ▬ ▬▬ ▬▬▬▬ ▬▬ ▬ ▬▬▬ ▬▬ ▬ ▬▬ ▬▬▬ ▬ ▬▬ ▬▬▬▬ ▬▬ ▬ ▬▬▬ ▬▬ ▬ ▬▬ ▬▬▬ ▬ ▬▬ ▬▬▬▬ ▬▬ ▬ ▬▬▬ ▬▬ ▬ ▬▬ ▬▬▬ ▬ ▬▬ ▬▬▬▬ ▬▬ ▬ ▬▬▬ ▬▬ ▬ ▬▬ ▬▬▬ ▬ ▬▬ ▬▬▬▬ ▬▬ ▬ ▬▬▬ ▬▬ ▬ ▬▬ ▬▬▬ ▬ ▬▬ ▬▬▬▬ ▬▬ ▬ ▬▬▬ ▬▬ ▬ ▬▬ ▬▬▬ ▬ ▬▬ ▬▬▬▬ ▬▬ ▬ ▬▬▬ ▬▬ ▬ ▬▬ ▬▬▬ ▬ ▬▬ ▬▬▬▬ ▬▬ ▬ ▬▬▬ ▬▬ ▬ ▬▬ ▬▬▬ ▬ ▬▬ ▬▬▬▬ ▬▬ ▬ ▬▬▬ ▬▬ ▬ ▬▬ ▬▬▬ ▬ ▬▬ ▬▬▬▬ ▬▬ ▬ ▬▬▬ ▬▬ ▬ ▬▬ ▬▬▬ ▬ ▬▬ ▬▬▬▬ ▬▬ ▬ ▬▬▬ ▬▬ ▬ ▬▬ ▬▬▬ ▬ ▬▬ ▬▬▬▬ ▬▬ ▬ ▬▬▬ ▬▬ ▬ ▬▬ ▬▬▬ ▬ ▬▬ ▬▬▬▬ ▬▬ ▬ ▬▬▬ ▬▬ ▬ ▬▬ ▬▬▬ ▬ ▬▬ ▬▬▬▬ ▬▬ ▬ ▬▬▬ ▬▬ ▬ ▬▬ ▬▬▬ ▬ ▬▬ ▬▬▬▬ ▬▬ ▬ ▬▬▬ ▬▬ ▬ ▬▬ ▬▬▬ ▬ ▬▬ ▬▬▬▬ ▬▬ ▬ ▬▬▬ ▬▬ ▬ ▬▬ ▬▬▬ ▬ ▬▬ ▬▬▬▬ ▬▬ ▬ ▬▬▬ ▬▬ ▬ ▬▬ ▬▬▬ ▬ ▬▬ ▬▬▬▬ ▬▬ ▬ ▬▬▬ ▬▬ ▬ ▬▬ ▬▬▬ ▬ ▬▬ ▬▬▬▬ ▬▬ ▬ ▬▬▬ ▬▬ ▬ ▬▬ ▬▬▬ ▬ ▬▬ ▬▬▬▬ ▬▬ ▬ ▬▬▬ ▬▬ ▬ ▬▬ ▬▬▬ ▬ ▬▬ ▬▬▬▬ ▬▬ ▬ ▬▬▬ ▬▬ ▬ ▬▬ ▬▬▬ ▬ ▬▬ ▬▬▬▬ ▬▬ ▬ ▬▬▬ ▬▬ ▬ ▬▬ ▬▬▬ ▬ ▬▬ ▬▬▬▬ ▬▬ ▬ ▬▬▬ ▬▬ ▬ ▬▬ ▬▬▬ ▬ ▬▬ ▬▬▬▬ ▬▬ ▬ ▬▬▬ ▬▬ ▬ ▬▬ ▬▬▬ ▬ ▬▬ ▬▬▬▬ ▬▬ ▬ ▬▬▬ ▬▬ ▬ ▬▬ ▬▬▬ ▬ ▬▬ ▬▬▬▬ ▬▬ ▬ ▬▬▬ ▬▬ ▬ ▬▬ ▬▬▬ ▬ ▬▬ ▬▬▬▬ ▬▬ ▬ ▬▬▬ ▬▬ ▬ ▬▬ ▬▬▬ ▬ ▬▬ ▬▬▬▬ ▬▬ ▬ ▬▬▬ ▬▬ ▬ ▬▬ ▬▬▬ ▬ ▬▬ ▬▬▬▬ ▬▬ ▬ ▬▬▬ ▬▬ ▬ ▬▬ ▬▬▬ ▬ ▬▬ ▬▬▬▬ ▬▬ ▬ ▬▬▬ ▬▬ ▬ ▬▬ ▬▬▬ ▬ ▬▬ ▬▬▬▬ ▬▬ ▬ ▬▬▬ ▬▬ ▬ ▬▬ ▬▬▬ ▬ ▬▬ ▬▬▬▬ ▬▬ ▬ ▬▬▬ ▬▬ ▬ ▬▬ ▬▬▬ ▬ ▬▬ ▬▬▬▬ ▬▬ ▬ ▬▬▬ ▬▬ ▬ ▬▬ ▬▬▬ ▬ ▬▬ ▬▬▬▬ ▬▬ ▬ ▬▬▬ ▬▬ ▬ ▬▬ ▬▬▬ ▬ ▬▬ ▬▬▬▬ ▬▬ ▬ ▬▬▬ ▬▬ ▬ ▬▬ ▬▬▬ ▬ ▬▬ ▬▬▬▬ ▬▬ ▬ ▬▬▬ ▬▬ ▬ ▬▬ ▬▬▬ ▬ ▬▬ ▬▬▬▬ ▬▬ ▬ ▬▬▬ ▬▬ ▬ ▬▬ ▬▬▬ ▬ ▬▬ ▬▬▬▬ ▬▬ ▬ ▬▬▬ ▬▬ ▬ ▬▬ ▬▬▬ ▬ ▬▬ ▬▬▬▬ ▬▬ ▬ ▬▬▬ ▬▬ ▬ ▬▬ ▬▬▬ ▬ ▬▬ ▬▬▬▬ ▬▬ ▬ ▬▬▬ ▬▬ ▬ ▬▬ ▬▬▬ ▬ ▬▬ ▬▬▬▬ ▬▬ ▬ ▬▬▬ ▬▬ ▬ ▬▬ ▬▬▬ ▬ ▬▬ ▬▬▬▬ ▬▬ ▬ ▬▬▬ ▬▬ ▬ ▬▬ ▬▬▬ ▬ ▬▬ ▬▬▬▬ ▬▬ ▬ ▬▬▬ ▬▬ ▬ ▬▬ ▬▬▬ ▬ ▬▬ ▬▬▬▬ ▬▬ ▬ ▬▬▬ ▬▬ ▬ ▬▬ ▬▬▬ ▬ ▬▬ ▬▬▬▬ ▬▬ ▬ ▬▬▬ ▬▬ ▬ ▬▬ ▬▬▬ ▬ ▬▬ ▬▬▬▬ ▬▬ ▬ ▬▬▬ ▬▬ ▬ ▬▬ ▬▬▬ ▬ ▬▬ ▬▬▬▬ ▬▬ ▬ ▬▬▬ ▬▬ ▬ ▬▬ ▬▬▬ ▬ ▬▬ ▬▬▬▬ ▬▬ ▬ ▬▬▬ ▬▬ ▬ ▬▬ ▬▬▬ ▬ ▬▬ ▬▬▬▬ ▬▬ ▬ ▬▬▬ ▬▬ ▬ ▬▬ ▬▬▬ ▬ ▬▬ ▬▬▬▬ ▬▬ ▬ ▬▬▬ ▬▬ ▬ ▬▬ ▬▬▬ ▬ ▬▬ ▬▬▬▬ ▬▬ ▬ ▬▬▬ ▬▬ ▬ ▬▬ ▬▬▬ ▬ ▬▬ ▬▬▬▬ ▬▬ ▬ ▬▬▬ ▬▬ ▬ ▬▬ ▬▬▬ ▬ ▬▬ ▬▬▬▬ ▬▬ ▬ ▬▬▬ ▬▬ ▬ ▬▬ ▬▬▬ ▬ ▬▬ ▬▬▬▬ ▬▬ ▬ ▬▬▬ ▬▬ ▬ ▬▬ ▬▬▬ ▬ ▬▬ ▬▬▬▬ ▬▬ ▬ ▬▬▬ ▬▬ ▬ ▬▬ ▬▬▬ ▬ ▬▬ ▬▬▬▬ ▬▬ ▬ ▬▬▬ ▬▬ ▬ ▬▬ ▬▬▬ ▬ ▬▬ ▬▬▬▬ ▬▬ ▬ ▬▬▬ ▬▬ ▬ ▬▬ ▬▬▬ ▬ ▬▬ ▬▬▬▬ ▬▬ ▬ ▬▬▬ ▬▬ ▬ ▬▬ ▬▬▬ ▬ ▬▬ ▬▬▬▬ ▬▬ ▬ ▬▬▬ ▬▬ ▬ ▬▬ ▬▬▬ ▬ ▬▬ ▬▬▬▬ ▬▬ ▬ ▬▬▬ ▬▬ ▬ ▬▬ ▬▬▬ ▬ ▬▬ ▬▬▬▬ ▬▬ ▬ ▬▬▬ ▬▬ ▬ ▬▬ ▬▬▬ ▬ ▬▬ ▬▬▬▬ ▬▬ ▬ ▬▬▬ ▬▬ ▬ ▬▬ ▬▬▬ ▬ ▬▬ ▬▬▬▬ ▬▬ ▬ ▬▬▬ ▬▬ ▬ ▬▬ ▬▬▬ ▬ ▬▬ ▬▬▬▬ ▬▬ ▬ ▬▬▬ ▬▬ ▬ ▬▬ ▬▬▬ ▬ ▬▬ ▬▬▬▬ ▬▬ ▬ ▬▬▬ ▬▬ ▬ ▬▬ ▬▬▬ ▬ ▬▬ ▬▬▬▬ ▬▬ ▬ ▬▬▬ ▬▬ ▬ ▬▬ ▬▬▬ ▬ ▬▬ ▬▬▬▬ ▬▬ ▬ ▬▬▬ ▬▬ ▬ ▬▬ ▬▬▬ ▬ ▬▬ ▬▬▬▬ ▬▬ ▬ ▬▬▬ ▬▬ ▬ ▬▬ ▬▬▬ ▬ ▬▬ ▬▬▬▬ ▬▬ ▬ ▬▬▬ ▬▬ ▬ ▬▬ ▬▬▬ ▬ ▬▬ ▬▬▬▬ ▬▬ ▬ ▬▬▬ ▬▬ ▬ ▬▬ ▬▬▬ ▬ ▬▬ ▬▬▬▬ ▬▬ ▬ ▬▬▬ ▬▬ ▬ ▬▬ ▬▬▬ ▬ ▬▬ ▬▬▬▬ ▬▬ ▬ ▬▬▬ ▬▬ ▬ ▬▬ ▬▬▬ ▬ ▬▬ ▬▬▬▬ ▬▬ ▬ ▬▬▬ ▬▬ ▬ ▬▬ ▬▬▬ ▬ ▬▬ ▬▬▬▬ ▬▬ ▬ ▬▬▬ ▬▬ ▬ ▬▬ ▬▬▬ ▬ ▬▬ ▬▬▬▬ ▬▬ ▬ ▬▬▬ ▬▬ ▬ ▬▬ ▬▬▬ ▬ ▬▬ ▬▬▬▬ ▬▬ ▬ ▬▬▬ ▬▬ ▬ ▬▬ ▬▬▬ ▬ ▬▬ ▬▬▬▬ ▬▬ ▬ ▬▬▬ ▬▬ ▬ ▬▬ ▬▬▬ ▬ ▬▬ ▬▬▬▬ ▬▬ ▬ ▬▬▬ ▬▬: [1106, 202, 1532, 1177]
- classified-ad: [430, 933, 599, 989]
- list-item: • HRM, OB & Social Compliance: [1339, 2093, 1528, 2105]
- ad-code: সি: ২৬২৭৪/১৬: [351, 918, 414, 930]
- ad-keyword: আবশ্যক :: [48, 1477, 110, 1489]
- table-cell: 1: [1118, 1425, 1140, 1469]
- ad-text: পুর্ব গোড়ান ১২০০ স্কয়ার ফিট। ০১৯১৫৬৭৮৯০১: [281, 949, 414, 995]
- ad-keyword: টিউটর চাই আবশ্যক :: [48, 878, 147, 890]
- ad-code: সি: ২৬৫৫৫/১৬: [536, 1162, 599, 1173]
- ad-text: মিৎসুবিশি পাজেরো ২০০৮ মডেল। ০১৯২২৭৯৯৬৯৯৯: [430, 1193, 599, 1222]
- classified-ad: [281, 540, 414, 614]
- ad-code: সি: ২৬০১০/১৬: [203, 1382, 265, 1394]
- ad-keyword: পূর্বাচলে প্লট ক্রয় করুন :: [430, 1257, 568, 1269]
- list-item: • Internship (Factory Audit) & Viva Voce: [1125, 2150, 1314, 2161]
- ad-keyword: সরাসরি নিয়োগ :: [48, 363, 131, 376]
- story-headline-war-crimes: যুদ্ধাপরাধের তদন্ত: [615, 1218, 929, 1246]
- tender-footnote: This is an online Tender, where only e-Tender will be accepted in e-GP Portal and no offline/hard copies will be accepted. To submit e-Tender, please register on e-GP system Portal (http://www.eprocure.gov.bd).: [1117, 1480, 1524, 1519]
- classified-ad: [281, 703, 414, 776]
- ad-keyword: আবশ্যক :: [48, 526, 100, 538]
- ad-code: সি: ২৬২৯২/১৬: [351, 1731, 414, 1742]
- column-rule: [273, 133, 274, 2328]
- classified-ad: [48, 1329, 265, 1403]
- ad-code: সি: ২৬৩২২/১৬: [351, 756, 414, 767]
- ad-keyword: জমি বিক্রয় :: [281, 167, 350, 179]
- health-tab: স্বা: [1326, 133, 1355, 162]
- list-item: • Industrial Safety, Health & Welfare: [1125, 2105, 1314, 2116]
- classified-ad: [48, 795, 265, 868]
- ad-code: সি: ২৬৩৩০/১৬: [351, 1162, 414, 1173]
- classified-ad: [281, 1596, 414, 1670]
- news-column-secondary: ভালো নেই (শেষের পৃষ্ঠার পর) ▬ ▬▬ ▬▬▬ ▬ ▬▬ ▬▬▬▬ ▬▬ ▬ ▬▬▬ ▬▬ ▬ ▬▬ ▬▬▬ ▬ ▬▬ ▬▬▬▬ ▬▬ ▬ ▬▬▬ ▬▬ ▬ ▬▬ ▬▬▬ ▬ ▬▬ ▬▬▬▬ ▬▬ ▬ ▬▬▬ ▬▬ ▬ ▬▬ ▬▬▬ ▬ ▬▬ ▬▬▬▬ ▬▬ ▬ ▬▬▬ ▬▬ ▬ ▬▬ ▬▬▬ ▬ ▬▬ ▬▬▬▬ ▬▬ ▬ ▬▬▬ ▬▬ ▬ ▬▬ ▬▬▬ ▬ ▬▬ ▬▬▬▬ ▬▬ ▬ ▬▬▬ ▬▬ ▬ ▬▬ ▬▬▬ ▬ ▬▬ ▬▬▬▬ ▬▬ ▬ ▬▬▬ ▬▬ ▬ ▬▬ ▬▬▬ ▬ ▬▬ ▬▬▬▬ ▬▬ ▬ ▬▬▬ ▬▬ ▬ ▬▬ ▬▬▬ ▬ ▬▬ ▬▬▬▬ ▬▬ ▬ ▬▬▬ ▬▬ ▬ ▬▬ ▬▬▬ ▬ ▬▬ ▬▬▬▬ ▬▬ ▬ ▬▬▬ ▬▬ ▬ ▬▬ ▬▬▬ ▬ ▬▬ ▬▬▬▬ ▬▬ ▬ ▬▬▬ ▬▬ ▬ ▬▬ ▬▬▬ ▬ ▬▬ ▬▬▬▬ ▬▬: [945, 852, 1090, 1287]
- ad-code: সি: ২৬৩৮৭/১৬: [203, 1091, 265, 1103]
- list-item: • Industrial Engineering: [1339, 2138, 1528, 2150]
- date-line: ৩ ডিসেম্বর ২০১৬ | ১৯ অগ্রহায়ণ ১৪২৩: [997, 86, 1206, 101]
- ad-keyword: রেডি ফ্ল্যাট বিক্রয় :: [281, 949, 367, 961]
- ad-code: সি: ২৬৪৪৪/১৬: [351, 1649, 414, 1661]
- ad-text: শান্তিনগরে ১৬৫০ স্কয়ার ফিট রেডি ফ্ল্যাট। ০১৭৩৫৫২২৩৪৪: [281, 1274, 414, 1320]
- ad-text: সম্পূর্ণ নিষ্কণ্টক নির্ভেজাল গ্যাস, পানি ও বিদ্যুৎসহ জমি বিক্রয়। যোগাযোগ : ০১৮৫১৩২২৩০: [281, 167, 414, 230]
- ad-keyword: গাড়ী বিক্রয় :: [430, 1000, 502, 1012]
- ad-text: কুড়িল বিশ্বরোড সংলগ্ন ৫ কাঠা প্লট। যোগাযোগ : ০১৯৯৮৭৬৫৪৩২: [281, 787, 414, 832]
- ad-code: সি: ২৬৫২৬/১৬: [536, 1291, 599, 1302]
- ad-keyword: ফ্ল্যাট বিক্রয় :: [281, 1030, 371, 1042]
- classified-ad: [281, 1190, 414, 1263]
- ad-keyword: বাড়ি ভাড়া :: [281, 1355, 351, 1367]
- ad-text: SSC, HSC, Degree, Honour's, Master's BBA, MBA, Law, Agriculture, Engineering, BEDBPED, Library, Mphil, Phd: [430, 1465, 599, 1545]
- health-feature: [1106, 133, 1532, 1178]
- ad-text: হারবাল ঔষধ সরবরাহ করা হয়। ০১৯২২২৫২৬৯৯: [430, 1628, 599, 1657]
- tender-signature: Md. Siddiqur Rahman Executive Engineer Mechanical Engineering Division Dhaka North City Corporation: [1392, 1528, 1522, 1576]
- admission-details: ADMISSION GOING ON IN DHAKA CAMPUS Diploma in Social Compliance (DSC) Batch-XIII Diploma in Productivity & Quality Management (DPQM) Batch-VII (with emphasis on Lean Manufacturing) In Cooperation with giz: [1234, 1698, 1533, 1840]
- section-head-jobs: আবশ্যক: [48, 133, 265, 158]
- body-text-placeholder: ▬ ▬▬ ▬▬▬ ▬ ▬▬ ▬▬▬▬ ▬▬ ▬ ▬▬▬ ▬▬ ▬ ▬▬ ▬▬▬ ▬ ▬▬ ▬▬▬▬ ▬▬ ▬ ▬▬▬ ▬▬ ▬ ▬▬ ▬▬▬ ▬ ▬▬ ▬▬▬▬ ▬▬ ▬ ▬▬▬ ▬▬ ▬ ▬▬ ▬▬▬ ▬ ▬▬ ▬▬▬▬ ▬▬ ▬ ▬▬▬ ▬▬ ▬ ▬▬ ▬▬▬ ▬ ▬▬ ▬▬▬▬ ▬▬ ▬ ▬▬▬ ▬▬ ▬ ▬▬ ▬▬▬ ▬ ▬▬ ▬▬▬▬ ▬▬ ▬ ▬▬▬ ▬▬ ▬ ▬▬ ▬▬▬ ▬ ▬▬ ▬▬▬▬ ▬▬ ▬ ▬▬▬ ▬▬ ▬ ▬▬ ▬▬▬ ▬ ▬▬ ▬▬▬▬ ▬▬ ▬ ▬▬▬ ▬▬ ▬ ▬▬ ▬▬▬ ▬ ▬▬ ▬▬▬▬ ▬▬ ▬ ▬▬▬ ▬▬ ▬ ▬▬ ▬▬▬ ▬ ▬▬ ▬▬▬▬ ▬▬ ▬ ▬▬▬ ▬▬ ▬ ▬▬ ▬▬▬ ▬ ▬▬ ▬▬▬▬ ▬▬ ▬ ▬▬▬ ▬▬ ▬ ▬▬ ▬▬▬ ▬ ▬▬ ▬▬▬▬ ▬▬ ▬ ▬▬▬ ▬▬ ▬ ▬▬ ▬▬▬ ▬ ▬▬ ▬▬▬▬ ▬▬ ▬ ▬▬▬ ▬▬ ▬ ▬▬ ▬▬▬ ▬ ▬▬ ▬▬▬▬ ▬▬ ▬ ▬▬▬ ▬▬ ▬ ▬▬ ▬▬▬ ▬ ▬▬ ▬▬▬▬ ▬▬ ▬ ▬▬▬ ▬▬ ▬ ▬▬ ▬▬▬ ▬ ▬▬ ▬▬▬▬ ▬▬ ▬ ▬▬▬ ▬▬ ▬ ▬▬ ▬▬▬ ▬ ▬▬ ▬▬▬▬ ▬▬ ▬ ▬▬▬ ▬▬ ▬ ▬▬ ▬▬▬ ▬ ▬▬ ▬▬▬▬ ▬▬ ▬ ▬▬▬ ▬▬ ▬ ▬▬ ▬▬▬ ▬ ▬▬ ▬▬▬▬ ▬▬ ▬ ▬▬▬ ▬▬ ▬ ▬▬ ▬▬▬ ▬ ▬▬ ▬▬▬▬ ▬▬ ▬ ▬▬▬ ▬▬ ▬ ▬▬ ▬▬▬ ▬ ▬▬ ▬▬▬▬ ▬▬ ▬ ▬▬▬ ▬▬ ▬ ▬▬ ▬▬▬ ▬ ▬▬ ▬▬▬▬ ▬▬ ▬ ▬▬▬ ▬▬ ▬ ▬▬ ▬▬▬ ▬ ▬▬ ▬▬▬▬ ▬▬ ▬ ▬▬▬ ▬▬ ▬ ▬▬ ▬▬▬ ▬ ▬▬ ▬▬▬▬ ▬▬ ▬ ▬▬▬ ▬▬ ▬ ▬▬ ▬▬▬ ▬ ▬▬ ▬▬▬▬ ▬▬ ▬ ▬▬▬ ▬▬ ▬ ▬▬ ▬▬▬ ▬ ▬▬ ▬▬▬▬ ▬▬ ▬ ▬▬▬ ▬▬ ▬ ▬▬ ▬▬▬ ▬ ▬▬ ▬▬▬▬ ▬▬ ▬ ▬▬▬ ▬▬ ▬ ▬▬ ▬▬▬ ▬ ▬▬ ▬▬▬▬ ▬▬ ▬ ▬▬▬ ▬▬ ▬ ▬▬ ▬▬▬ ▬ ▬▬ ▬▬▬▬ ▬▬ ▬ ▬▬▬ ▬▬ ▬ ▬▬ ▬▬▬ ▬ ▬▬ ▬▬▬▬ ▬▬ ▬ ▬▬▬ ▬▬ ▬ ▬▬ ▬▬▬ ▬ ▬▬ ▬▬▬▬ ▬▬ ▬ ▬▬▬ ▬▬ ▬ ▬▬ ▬▬▬ ▬ ▬▬ ▬▬▬▬ ▬▬ ▬ ▬▬▬ ▬▬ ▬ ▬▬ ▬▬▬ ▬ ▬▬ ▬▬▬▬ ▬▬ ▬ ▬▬▬ ▬▬ ▬ ▬▬ ▬▬▬ ▬ ▬▬ ▬▬▬▬ ▬▬ ▬ ▬▬▬ ▬▬ ▬ ▬▬ ▬▬▬ ▬ ▬▬ ▬▬▬▬ ▬▬ ▬ ▬▬▬ ▬▬ ▬ ▬▬ ▬▬▬ ▬ ▬▬ ▬▬▬▬ ▬▬ ▬ ▬▬▬ ▬▬ ▬ ▬▬ ▬▬▬ ▬ ▬▬ ▬▬▬▬ ▬▬ ▬ ▬▬▬ ▬▬ ▬ ▬▬ ▬▬▬ ▬ ▬▬ ▬▬▬▬ ▬▬ ▬ ▬▬▬ ▬▬ ▬ ▬▬ ▬▬▬ ▬ ▬▬ ▬▬▬▬ ▬▬ ▬ ▬▬▬ ▬▬ ▬ ▬▬ ▬▬▬ ▬ ▬▬ ▬▬▬▬ ▬▬ ▬ ▬▬▬ ▬▬ ▬ ▬▬ ▬▬▬ ▬ ▬▬ ▬▬▬▬ ▬▬ ▬ ▬▬▬ ▬▬ ▬ ▬▬ ▬▬▬ ▬ ▬▬ ▬▬▬▬ ▬▬ ▬ ▬▬▬ ▬▬ ▬ ▬▬ ▬▬▬ ▬ ▬▬ ▬▬▬▬ ▬▬ ▬ ▬▬▬ ▬▬ ▬ ▬▬ ▬▬▬ ▬ ▬▬ ▬▬▬▬ ▬▬ ▬ ▬▬▬ ▬▬ ▬ ▬▬ ▬▬▬ ▬ ▬▬ ▬▬▬▬ ▬▬ ▬ ▬▬▬ ▬▬ ▬ ▬▬ ▬▬▬ ▬ ▬▬ ▬▬▬▬ ▬▬ ▬ ▬▬▬ ▬▬ ▬ ▬▬ ▬▬▬ ▬ ▬▬ ▬▬▬▬ ▬▬ ▬ ▬▬▬ ▬▬ ▬ ▬▬ ▬▬▬ ▬ ▬▬ ▬▬▬▬ ▬▬ ▬ ▬▬▬ ▬▬ ▬ ▬▬ ▬▬▬ ▬ ▬▬ ▬▬▬▬ ▬▬ ▬ ▬▬▬ ▬▬ ▬ ▬▬ ▬▬▬ ▬ ▬▬ ▬▬▬▬ ▬▬ ▬ ▬▬▬ ▬▬ ▬ ▬▬ ▬▬▬ ▬ ▬▬ ▬▬▬▬ ▬▬ ▬ ▬▬▬ ▬▬ ▬ ▬▬ ▬▬▬ ▬ ▬▬ ▬▬▬▬ ▬▬ ▬ ▬▬▬ ▬▬ ▬ ▬▬ ▬▬▬ ▬ ▬▬ ▬▬▬▬ ▬▬ ▬ ▬▬▬ ▬▬ ▬ ▬▬ ▬▬▬ ▬ ▬▬ ▬▬▬▬ ▬▬ ▬ ▬▬▬ ▬▬ ▬ ▬▬ ▬▬▬ ▬ ▬▬ ▬▬▬▬ ▬▬ ▬ ▬▬▬ ▬▬ ▬ ▬▬ ▬▬▬ ▬ ▬▬ ▬▬▬▬ ▬▬ ▬ ▬▬▬ ▬▬ ▬ ▬▬ ▬▬▬ ▬ ▬▬ ▬▬▬▬ ▬▬ ▬ ▬▬▬ ▬▬ ▬ ▬▬ ▬▬▬ ▬ ▬▬ ▬▬▬▬ ▬▬ ▬ ▬▬▬ ▬▬ ▬ ▬▬ ▬▬▬ ▬ ▬▬ ▬▬▬▬ ▬▬ ▬ ▬▬▬ ▬▬ ▬ ▬▬ ▬▬▬ ▬ ▬▬ ▬▬▬▬ ▬▬ ▬ ▬▬▬ ▬▬ ▬ ▬▬ ▬▬▬ ▬ ▬▬ ▬▬▬▬ ▬▬ ▬ ▬▬▬ ▬▬ ▬ ▬▬ ▬▬▬ ▬ ▬▬ ▬▬▬▬ ▬▬ ▬ ▬▬▬ ▬▬ ▬ ▬▬ ▬▬▬ ▬ ▬▬ ▬▬▬▬ ▬▬ ▬ ▬▬▬ ▬▬ ▬ ▬▬ ▬▬▬ ▬ ▬▬ ▬▬▬▬ ▬▬ ▬ ▬▬▬ ▬▬ ▬ ▬▬ ▬▬▬ ▬ ▬▬ ▬▬▬▬ ▬▬ ▬ ▬▬▬ ▬▬ ▬ ▬▬ ▬▬▬ ▬ ▬▬ ▬▬▬▬ ▬▬ ▬ ▬▬▬ ▬▬ ▬ ▬▬ ▬▬▬ ▬ ▬▬ ▬▬▬▬ ▬▬ ▬ ▬▬▬ ▬▬ ▬ ▬▬ ▬▬▬ ▬ ▬▬ ▬▬▬▬ ▬▬ ▬ ▬▬▬ ▬▬ ▬ ▬▬ ▬▬▬ ▬ ▬▬ ▬▬▬▬ ▬▬ ▬ ▬▬▬ ▬▬ ▬ ▬▬ ▬▬▬ ▬ ▬▬ ▬▬▬▬ ▬▬ ▬ ▬▬▬ ▬▬: [615, 169, 929, 1211]
- ref-row: Ref. BIM/DSC & DPQM/Admission/2016 Date: 30-11-2016: [1107, 1679, 1533, 1698]
- table-cell: 15 December-2016 12:30 PM: [1380, 1425, 1463, 1469]
- who-can-apply-head: Who can Apply?: [1114, 1846, 1196, 1859]
- list-item: • Lean Manufacturing: [1339, 2150, 1528, 2161]
- ad-text: bazarbd@gmail.com: [48, 750, 157, 762]
- ad-keyword: প্লট বিক্রয় :: [281, 1193, 341, 1205]
- ad-text: ব্যবসায়িক প্রতিষ্ঠানের জন্য হিসাবরক্ষক প্রয়োজন। অভিজ্ঞতা ৩ বছর। ০১৯১০৯৯৫৫৩৫: [48, 1267, 265, 1296]
- ad-keyword: আবশ্যক :: [48, 1041, 97, 1053]
- story-headline-all-party: জামায়াত বাদে সর্বদলীয়: [615, 2304, 929, 2328]
- classified-ad: [48, 747, 265, 787]
- health-title: মুখ গহ্বরের ক্যান্সার ও করণীয়: [1172, 167, 1465, 195]
- ad-keyword: বাড়ি বিক্রয় :: [430, 1128, 496, 1140]
- classified-ad: [281, 1028, 414, 1101]
- ad-text: পূর্বাচল সরকারী প্লট বিক্রয়, ৫ কাঠা। মূল্য আলোচনা সাপেক্ষে। ০১৭৮৫৮৫৮৫৮৫: [281, 624, 414, 670]
- ad-code: সি: ২৬৩৫৫/১৬: [351, 1243, 414, 1255]
- ad-keyword: বিশাল সুপারভাইজার আবশ্যক :: [48, 1186, 212, 1198]
- ad-text: কাওরান বাজার ও মগবাজারে রেস্টুরেন্ট ভাড়া দেওয়া হবে। যোগাযোগ : ০১৯১৩০০৩০০০: [48, 1577, 265, 1623]
- classified-ad: [281, 865, 414, 939]
- list-item: • Introduction to Garments Manufacturing: [1339, 2105, 1528, 2116]
- ad-code: সি: ২৬০৩৭/১৬: [203, 1447, 265, 1458]
- news-continuation: [945, 133, 1090, 840]
- classified-ad: [48, 1575, 265, 1648]
- list-item: • Garment Quality Management: [1339, 2127, 1528, 2138]
- ad-keyword: জীপ বিক্রয় :: [430, 1193, 489, 1205]
- column-rule: [607, 133, 608, 2328]
- ad-text: পাঁচ তারকা হোটেলে সুপারভাইজার ও ওয়েটার। যোগাযোগ : ০১৯৫৪৩৩২২৩৩: [48, 1186, 265, 1232]
- ad-keyword: জরুরি আবশ্যক :: [48, 167, 154, 179]
- ad-code: সি: ২৬৪৬৫/১৬: [351, 1081, 414, 1092]
- classified-ad: [48, 1265, 265, 1321]
- classified-ad: [48, 1119, 265, 1176]
- table-cell: Supply of spare parts/goods & repair of Hino 5 ton compector Truck for yearly framework method in 2015-16. Package No-29 (Tender ID-77649): [1229, 1425, 1379, 1469]
- tender-table: [1117, 1390, 1524, 1469]
- ad-code: সি: ২৬৩১৫/১৬: [351, 837, 414, 848]
- mouth-cancer-photo-icon: [1345, 199, 1532, 362]
- classified-ad: [281, 1271, 414, 1345]
- ad-text: গার্মেন্টসে অপারেটর ও হেলপার প্রয়োজন। ০১৭৭৭৩৩৩৪৪৪: [48, 1477, 265, 1506]
- table-row: [1118, 1425, 1524, 1469]
- subjects-block: Subjects included in DSC Program: • HRM & Organizational Behavior • Industrial Safety, Health & Welfare • Labour Laws and Industrial Relations • Social Compliance & International Standards • Social Audit & SA8000 • Internship (Factory Audit) & Viva Voce Subjects included in DPQM Program: • HRM, OB & Social Compliance • Introduction to Garments Manufacturing • Garment Production Management • Garment Quality Management • Industrial Engineering • Lean Manufacturing • Internship / Project work & Viva Voce: [1107, 2077, 1533, 2177]
- classified-ad: [48, 605, 265, 661]
- ad-code: সি: ২৬৪৮২/১৬: [351, 512, 414, 524]
- tender-body: e-Tender is invited in e-GP System Portal (http://www.eprocure.gov.bd) by Executive Engineer, Mechanical Division, Dhaka North City Corporation for the procurement of :: [1117, 1357, 1524, 1382]
- director-general: DIRECTOR GENERAL: [1433, 2227, 1525, 2236]
- ad-code: সি: ২৬৪৪২/১৬: [203, 1156, 265, 1167]
- ad-keyword: বিদ্যালয়ে শিক্ষক :: [48, 607, 141, 619]
- ad-text: ঢাকার বিভিন্ন এলাকায় ছাত্র-ছাত্রী পড়ানোর জন্য অভিজ্ঞ গৃহশিক্ষক। বেতন ১০,০০০-১৫,০০০/-: [48, 878, 265, 924]
- ad-keyword: রেজাল্ট/ওয়েভার :: [430, 1465, 533, 1477]
- list-item: • HRM & Organizational Behavior: [1125, 2093, 1314, 2105]
- ad-text: মগবাজারে ১৪০০ বর্গফুট ফ্ল্যাট বিক্রয় হবে। ০১৮৫৫৫১১১২২: [281, 1030, 414, 1076]
- health-tab: প্র: [1397, 133, 1426, 162]
- ad-code: সি: ২৬৩৮৫/১৬: [351, 1487, 414, 1498]
- ad-keyword: বিবিধ :: [430, 1628, 467, 1640]
- ad-code: সি: ২৬৪৭৫/১৬: [203, 495, 265, 507]
- ad-text: ব্যাংক লোন সম্পর্কিত কাজে অভিজ্ঞ অফিসার ও জুনিয়র অফিসার। যোগাযোগ : ০১৭২৬৭৬৭০৬৭: [48, 959, 265, 1005]
- ad-keyword: জরুরি নিয়োগ :: [48, 445, 129, 457]
- ad-text: বাসার কাজের জন্য মহিলা গৃহকর্মী প্রয়োজন। থাকা খাওয়া ফ্রি। ০১৭১৯৯৪৫৬৬৬: [48, 1413, 265, 1442]
- ad-code: সি: ২৬০৪৯/১৬: [203, 1301, 265, 1312]
- ad-text: নতুন প্রতিষ্ঠিত স্কুলের জন্য অভিজ্ঞ শিক্ষক প্রয়োজন। যোগাযোগ : ০১৯১৩৬২৪৪৫২: [48, 607, 265, 653]
- ad-text: ফ্যাক্টরিতে ইলেক্ট্রিশিয়ান, প্লাম্বার, সিকিউরিটি গার্ড প্রয়োজন। যোগাযোগ : ০১৭৭৭৬৬৬৫৫৫: [48, 445, 265, 491]
- diploma-list: Diploma in Social Compliance (DSC) Batch-XIII Diploma in Productivity & Quality Management (DPQM) Batch-VII (with emphasis on Lean Manufacturing): [1241, 1749, 1492, 1805]
- ad-keyword: রেস্টুরেন্ট ভাড়া :: [48, 1577, 133, 1589]
- ad-text: প্রতিটি থানায় ও জেলায় মার্কেটিং অফিসার প্রয়োজন। এইচএসসি পাস। যোগাযোগ : ০১৭৬৩৫৫৩৬৬৮: [48, 797, 265, 843]
- classified-ad: [430, 1737, 599, 1776]
- body-text-placeholder: ▬ ▬▬ ▬▬▬ ▬ ▬▬ ▬▬▬▬ ▬▬ ▬ ▬▬▬ ▬▬ ▬ ▬▬ ▬▬▬ ▬ ▬▬ ▬▬▬▬ ▬▬ ▬ ▬▬▬ ▬▬ ▬ ▬▬ ▬▬▬ ▬ ▬▬ ▬▬▬▬ ▬▬ ▬ ▬▬▬ ▬▬ ▬ ▬▬ ▬▬▬ ▬ ▬▬ ▬▬▬▬ ▬▬ ▬ ▬▬▬ ▬▬ ▬ ▬▬ ▬▬▬ ▬ ▬▬ ▬▬▬▬ ▬▬ ▬ ▬▬▬ ▬▬ ▬ ▬▬ ▬▬▬ ▬ ▬▬ ▬▬▬▬ ▬▬ ▬ ▬▬▬ ▬▬ ▬ ▬▬ ▬▬▬ ▬ ▬▬ ▬▬▬▬ ▬▬ ▬ ▬▬▬ ▬▬ ▬ ▬▬ ▬▬▬ ▬ ▬▬ ▬▬▬▬ ▬▬ ▬ ▬▬▬ ▬▬ ▬ ▬▬ ▬▬▬ ▬ ▬▬ ▬▬▬▬ ▬▬ ▬ ▬▬▬ ▬▬ ▬ ▬▬ ▬▬▬ ▬ ▬▬ ▬▬▬▬ ▬▬ ▬ ▬▬▬ ▬▬ ▬ ▬▬ ▬▬▬ ▬ ▬▬ ▬▬▬▬ ▬▬ ▬ ▬▬▬ ▬▬ ▬ ▬▬ ▬▬▬ ▬ ▬▬ ▬▬▬▬ ▬▬: [945, 889, 1090, 1287]
- health-tab: ন: [1503, 133, 1532, 162]
- ad-text: অভিজ্ঞ গাড়ি চালক ও অফিস সহকারী চাকরি প্রার্থী। ইমেইল :: [48, 702, 265, 731]
- dncc-tender-notice: [1106, 1186, 1535, 1596]
- classified-ad: [430, 1625, 599, 1665]
- table-header: Name of works: [1229, 1390, 1379, 1425]
- guidelines-head: APPLICATION GUIDELINES: [1251, 1994, 1389, 2006]
- ad-text: যাত্রাবাড়ীতে রেডি বাড়ি বিক্রয়। ০১৯১০২০৩০৫৮৯: [430, 1128, 599, 1157]
- classified-column-jobs: [48, 133, 265, 2328]
- ad-code: সি: ২৬৪৭৭/১৬: [203, 766, 265, 778]
- section-head-property: ক্রয়/বিক্রয়/ভাড়া: [281, 133, 414, 158]
- classified-ad: [48, 700, 265, 739]
- ad-keyword: বিক্রয় :: [281, 705, 322, 717]
- ad-text: বারিধারা ও বসুন্ধরায় রেডি ফ্ল্যাট বিক্রয়। 1120, 1060, 990 ও 900 স্কয়ার ফিট। ০১৯২৩২৩৫৪২৩: [281, 265, 414, 328]
- ad-text: চলমান ফ্যাক্টরি বিক্রয় হবে। মাসিক বিক্রি ১০ লক্ষ টাকা। ০১৯১১০০০১১০: [281, 705, 414, 751]
- classified-ad: [430, 1785, 599, 1841]
- table-header: Last Date and Time for tender Security Submission: [1380, 1390, 1463, 1425]
- diploma-badge: SIX MONTHS DIPLOMA PROGRAM OF BIM With Special Focus on Ready Made Garments & Textile Sector: [1107, 1698, 1234, 1840]
- ad-keyword: বিক্রয় :: [281, 1111, 340, 1123]
- re-tender-title: Re-Tender Notice: [1224, 1321, 1417, 1350]
- classified-ad: [48, 1038, 265, 1111]
- ad-keyword: ফ্ল্যাট বিক্রয় :: [281, 543, 360, 555]
- dpqm-subject-list: [1328, 2093, 1528, 2172]
- classified-ad: [281, 263, 414, 353]
- list-item: • Labour Laws and Industrial Relations: [1125, 2116, 1314, 2127]
- ad-keyword: আবশ্যক :: [48, 1267, 99, 1279]
- classified-ad: [281, 1451, 414, 1507]
- contact-block: For information: Engr. A N M Shahidullah, Program Director Md. Mahbub-ul Alam, Program Coordinator, Cell: 01819113406; Md. Rezaul Karim Cell: 01716035277 (for online application related problem) Md. Atiqur Rahman, Cell: 01816767892 (General Information) E-mail: dsc.dpqm@gmail.com DIRECTOR GENERAL: [1107, 2177, 1533, 2241]
- classified-ad: [281, 459, 414, 532]
- ad-code: সি: ২৬৫২০/১৬: [203, 1010, 265, 1021]
- ad-list: [281, 165, 414, 1751]
- ad-keyword: জরুরি নিয়োগ :: [48, 959, 134, 971]
- ad-text: দক্ষিণ খানে ৪ তলা বাড়ি বিক্রয়। ০১৯৮৮৭৭৬৬৫৫: [281, 1680, 414, 1726]
- classified-ad: [281, 1353, 414, 1443]
- program-block: [1107, 1698, 1533, 1840]
- classified-ad: [48, 165, 265, 272]
- classified-ad: [48, 524, 265, 597]
- ad-keyword: আবশ্যক :: [48, 1413, 105, 1425]
- body-text-placeholder: ▬ ▬▬ ▬▬▬ ▬ ▬▬ ▬▬▬▬ ▬▬ ▬ ▬▬▬ ▬▬ ▬ ▬▬ ▬▬▬ ▬ ▬▬ ▬▬▬▬ ▬▬ ▬ ▬▬▬ ▬▬ ▬ ▬▬ ▬▬▬ ▬ ▬▬ ▬▬▬▬ ▬▬ ▬ ▬▬▬ ▬▬ ▬ ▬▬ ▬▬▬ ▬ ▬▬ ▬▬▬▬ ▬▬ ▬ ▬▬▬ ▬▬ ▬ ▬▬ ▬▬▬ ▬ ▬▬ ▬▬▬▬ ▬▬ ▬ ▬▬▬ ▬▬ ▬ ▬▬ ▬▬▬ ▬ ▬▬ ▬▬▬▬ ▬▬ ▬ ▬▬▬ ▬▬ ▬ ▬▬ ▬▬▬ ▬ ▬▬ ▬▬▬▬ ▬▬ ▬ ▬▬▬ ▬▬ ▬ ▬▬ ▬▬▬ ▬ ▬▬ ▬▬▬▬ ▬▬ ▬ ▬▬▬ ▬▬ ▬ ▬▬ ▬▬▬ ▬ ▬▬ ▬▬▬▬ ▬▬ ▬ ▬▬▬ ▬▬ ▬ ▬▬ ▬▬▬ ▬ ▬▬ ▬▬▬▬ ▬▬ ▬ ▬▬▬ ▬▬ ▬ ▬▬ ▬▬▬ ▬ ▬▬ ▬▬▬▬ ▬▬ ▬ ▬▬▬ ▬▬ ▬ ▬▬ ▬▬▬ ▬ ▬▬ ▬▬▬▬ ▬▬ ▬ ▬▬▬ ▬▬ ▬ ▬▬ ▬▬▬ ▬ ▬▬ ▬▬▬▬ ▬▬ ▬ ▬▬▬ ▬▬ ▬ ▬▬ ▬▬▬ ▬ ▬▬ ▬▬▬▬ ▬▬ ▬ ▬▬▬ ▬▬ ▬ ▬▬ ▬▬▬ ▬ ▬▬ ▬▬▬▬ ▬▬ ▬ ▬▬▬ ▬▬ ▬ ▬▬ ▬▬▬ ▬ ▬▬ ▬▬▬▬ ▬▬ ▬ ▬▬▬ ▬▬ ▬ ▬▬ ▬▬▬ ▬ ▬▬ ▬▬▬▬ ▬▬ ▬ ▬▬▬ ▬▬ ▬ ▬▬ ▬▬▬ ▬ ▬▬ ▬▬▬▬ ▬▬ ▬ ▬▬▬ ▬▬ ▬ ▬▬ ▬▬▬ ▬ ▬▬ ▬▬▬▬ ▬▬ ▬ ▬▬▬ ▬▬ ▬ ▬▬ ▬▬▬ ▬ ▬▬ ▬▬▬▬ ▬▬ ▬ ▬▬▬ ▬▬ ▬ ▬▬ ▬▬▬ ▬ ▬▬ ▬▬▬▬ ▬▬ ▬ ▬▬▬ ▬▬ ▬ ▬▬ ▬▬▬ ▬ ▬▬ ▬▬▬▬ ▬▬ ▬ ▬▬▬ ▬▬ ▬ ▬▬ ▬▬▬ ▬ ▬▬ ▬▬▬▬ ▬▬ ▬ ▬▬▬ ▬▬ ▬ ▬▬ ▬▬▬ ▬ ▬▬ ▬▬▬▬ ▬▬ ▬ ▬▬▬ ▬▬ ▬ ▬▬ ▬▬▬ ▬ ▬▬ ▬▬▬▬ ▬▬ ▬ ▬▬▬ ▬▬ ▬ ▬▬ ▬▬▬ ▬ ▬▬ ▬▬▬▬ ▬▬ ▬ ▬▬▬ ▬▬ ▬ ▬▬ ▬▬▬ ▬ ▬▬ ▬▬▬▬ ▬▬ ▬ ▬▬▬ ▬▬ ▬ ▬▬ ▬▬▬ ▬ ▬▬ ▬▬▬▬ ▬▬ ▬ ▬▬▬ ▬▬ ▬ ▬▬ ▬▬▬ ▬ ▬▬ ▬▬▬▬ ▬▬ ▬ ▬▬▬ ▬▬ ▬ ▬▬ ▬▬▬ ▬ ▬▬ ▬▬▬▬ ▬▬ ▬ ▬▬▬ ▬▬ ▬ ▬▬ ▬▬▬ ▬ ▬▬ ▬▬▬▬ ▬▬ ▬ ▬▬▬ ▬▬ ▬ ▬▬ ▬▬▬ ▬ ▬▬ ▬▬▬▬ ▬▬ ▬ ▬▬▬ ▬▬ ▬ ▬▬ ▬▬▬ ▬ ▬▬ ▬▬▬▬ ▬▬ ▬ ▬▬▬ ▬▬ ▬ ▬▬ ▬▬▬ ▬ ▬▬ ▬▬▬▬ ▬▬ ▬ ▬▬▬ ▬▬ ▬ ▬▬ ▬▬▬ ▬ ▬▬ ▬▬▬▬ ▬▬ ▬ ▬▬▬ ▬▬ ▬ ▬▬ ▬▬▬ ▬ ▬▬ ▬▬▬▬ ▬▬ ▬ ▬▬▬ ▬▬ ▬ ▬▬ ▬▬▬ ▬ ▬▬ ▬▬▬▬ ▬▬ ▬ ▬▬▬ ▬▬ ▬ ▬▬ ▬▬▬ ▬ ▬▬ ▬▬▬▬ ▬▬ ▬ ▬▬▬ ▬▬ ▬ ▬▬ ▬▬▬ ▬ ▬▬ ▬▬▬▬ ▬▬ ▬ ▬▬▬ ▬▬ ▬ ▬▬ ▬▬▬ ▬ ▬▬ ▬▬▬▬ ▬▬ ▬ ▬▬▬ ▬▬ ▬ ▬▬ ▬▬▬ ▬ ▬▬ ▬▬▬▬ ▬▬ ▬ ▬▬▬ ▬▬ ▬ ▬▬ ▬▬▬ ▬ ▬▬ ▬▬▬▬ ▬▬ ▬ ▬▬▬ ▬▬ ▬ ▬▬ ▬▬▬ ▬ ▬▬ ▬▬▬▬ ▬▬ ▬ ▬▬▬ ▬▬ ▬ ▬▬ ▬▬▬ ▬ ▬▬ ▬▬▬▬ ▬▬ ▬ ▬▬▬ ▬▬ ▬ ▬▬ ▬▬▬ ▬ ▬▬ ▬▬▬▬ ▬▬ ▬ ▬▬▬ ▬▬ ▬ ▬▬ ▬▬▬ ▬ ▬▬ ▬▬▬▬ ▬▬ ▬ ▬▬▬ ▬▬ ▬ ▬▬ ▬▬▬ ▬ ▬▬ ▬▬▬▬ ▬▬ ▬ ▬▬▬ ▬▬ ▬ ▬▬ ▬▬▬ ▬ ▬▬ ▬▬▬▬ ▬▬ ▬ ▬▬▬ ▬▬ ▬ ▬▬ ▬▬▬ ▬ ▬▬ ▬▬▬▬ ▬▬ ▬ ▬▬▬ ▬▬ ▬ ▬▬ ▬▬▬ ▬ ▬▬ ▬▬▬▬ ▬▬ ▬ ▬▬▬ ▬▬ ▬ ▬▬ ▬▬▬ ▬ ▬▬ ▬▬▬▬ ▬▬ ▬ ▬▬▬ ▬▬ ▬ ▬▬ ▬▬▬ ▬ ▬▬ ▬▬▬▬ ▬▬ ▬ ▬▬▬ ▬▬ ▬ ▬▬ ▬▬▬ ▬ ▬▬ ▬▬▬▬ ▬▬ ▬ ▬▬▬ ▬▬ ▬ ▬▬ ▬▬▬ ▬ ▬▬ ▬▬▬▬ ▬▬ ▬ ▬▬▬ ▬▬ ▬ ▬▬ ▬▬▬ ▬ ▬▬ ▬▬▬▬ ▬▬ ▬ ▬▬▬ ▬▬ ▬ ▬▬ ▬▬▬ ▬ ▬▬ ▬▬▬▬ ▬▬ ▬ ▬▬▬ ▬▬ ▬ ▬▬ ▬▬▬ ▬ ▬▬ ▬▬▬▬ ▬▬ ▬ ▬▬▬ ▬▬ ▬ ▬▬ ▬▬▬ ▬ ▬▬ ▬▬▬▬ ▬▬ ▬ ▬▬▬ ▬▬ ▬ ▬▬ ▬▬▬ ▬ ▬▬ ▬▬▬▬ ▬▬ ▬ ▬▬▬ ▬▬ ▬ ▬▬ ▬▬▬ ▬ ▬▬ ▬▬▬▬ ▬▬ ▬ ▬▬▬ ▬▬ ▬ ▬▬ ▬▬▬ ▬ ▬▬ ▬▬▬▬ ▬▬ ▬ ▬▬▬ ▬▬ ▬ ▬▬ ▬▬▬ ▬ ▬▬ ▬▬▬▬ ▬▬ ▬ ▬▬▬ ▬▬ ▬ ▬▬ ▬▬▬ ▬ ▬▬ ▬▬▬▬ ▬▬ ▬ ▬▬▬ ▬▬ ▬ ▬▬ ▬▬▬ ▬ ▬▬ ▬▬▬▬ ▬▬ ▬ ▬▬▬ ▬▬ ▬ ▬▬ ▬▬▬ ▬ ▬▬ ▬▬▬▬ ▬▬ ▬ ▬▬▬ ▬▬ ▬ ▬▬ ▬▬▬ ▬ ▬▬ ▬▬▬▬ ▬▬ ▬ ▬▬▬ ▬▬ ▬ ▬▬ ▬▬▬ ▬ ▬▬ ▬▬▬▬ ▬▬ ▬ ▬▬▬ ▬▬ ▬ ▬▬ ▬▬▬ ▬ ▬▬ ▬▬▬▬ ▬▬ ▬ ▬▬▬ ▬▬ ▬ ▬▬ ▬▬▬ ▬ ▬▬ ▬▬▬▬ ▬▬ ▬ ▬▬▬ ▬▬ ▬ ▬▬ ▬▬▬ ▬ ▬▬ ▬▬▬▬ ▬▬ ▬ ▬▬▬ ▬▬: [615, 1255, 929, 2297]
- ad-code: সি: ২৬৪৪৪/১৬: [536, 1821, 599, 1832]
